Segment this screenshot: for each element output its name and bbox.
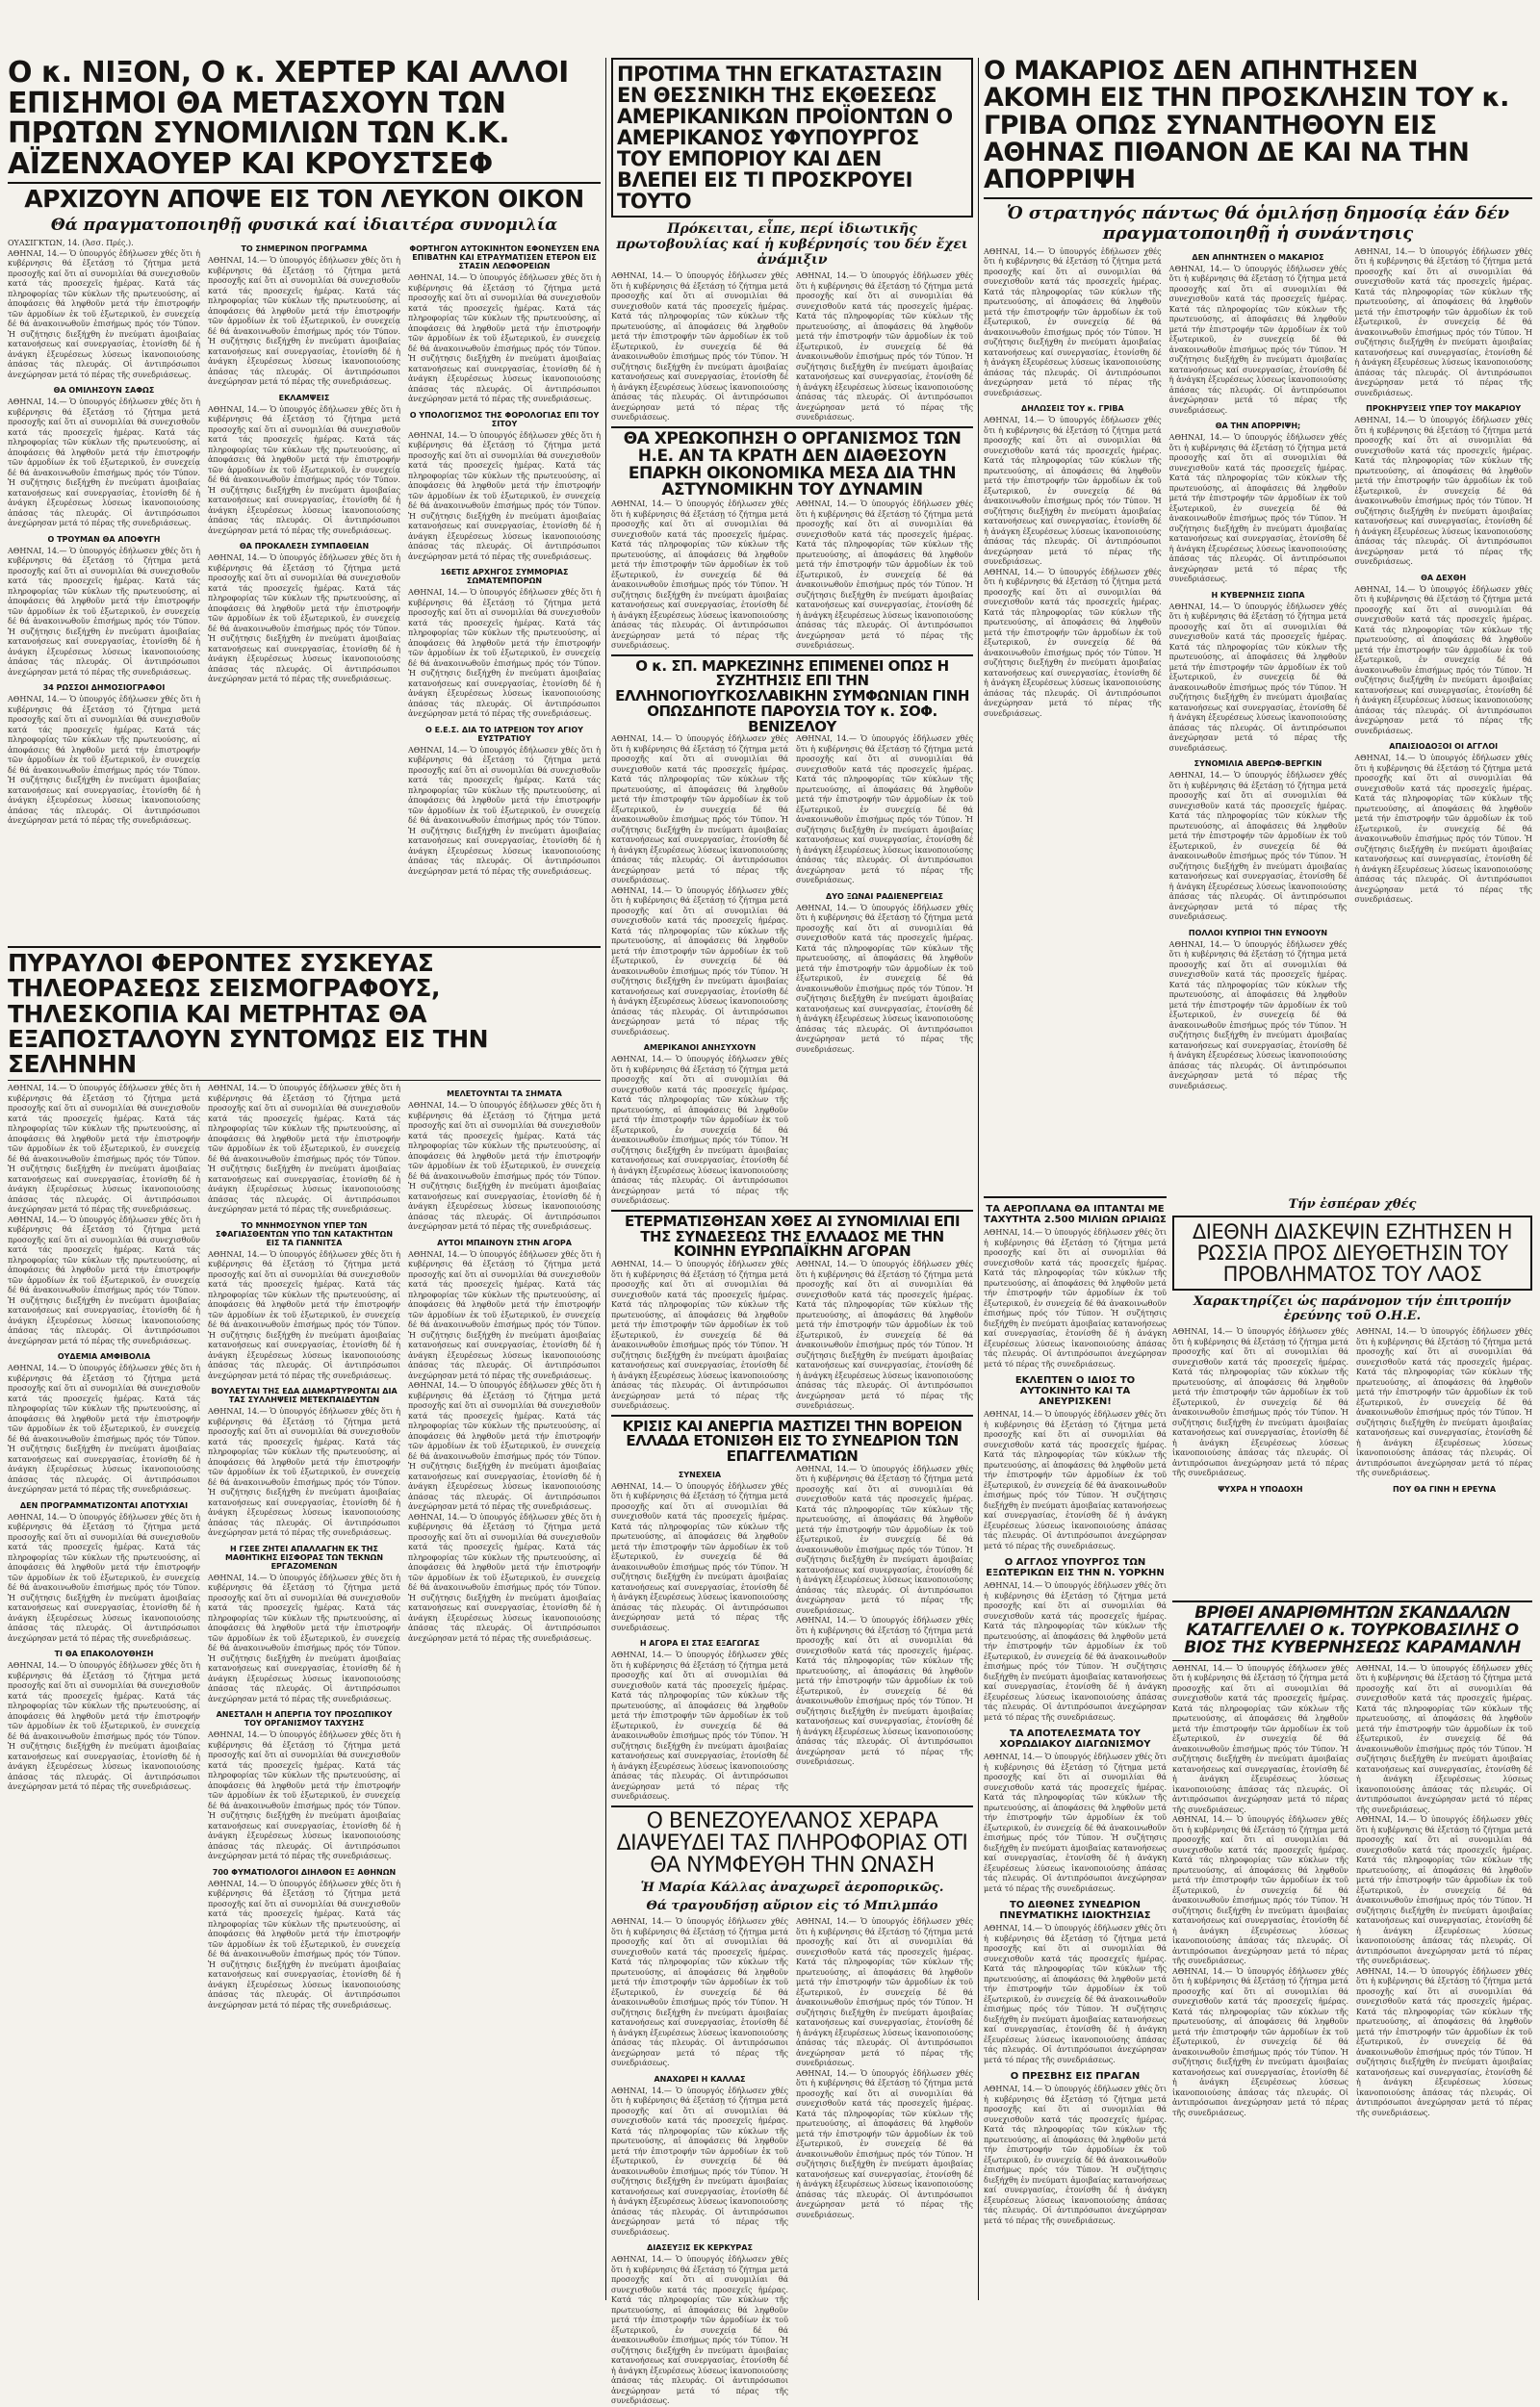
kicker-evening: Τήν ἐσπέραν χθές <box>1288 1197 1417 1212</box>
body-text: ΑΘΗΝΑΙ, 14.— Ὁ ὑπουργός ἐδήλωσεν χθές ὅτι ἡ κυβέρνησις θά ἐξετάσῃ τό ζήτημα μετά προσοχῆς καί ὅτι αἱ συνομιλίαι θά συνεχισθοῦν κατά τάς προσεχεῖς ἡμέρας. Κατά τάς πληροφορίας τῶν κύκλων τῆς πρωτευούσης, αἱ ἀποφάσεις θά ληφθοῦν μετά τήν ἐπιστροφήν τῶν ἁρμοδίων ἐκ τοῦ ἐξωτερικοῦ, ἐν συνεχείᾳ δέ θά ἀνακοινωθοῦν ἐπισήμως πρός τόν Τύπον. Ἡ συζήτησις διεξήχθη ἐν πνεύματι ἀμοιβαίας κατανοήσεως καί συνεργασίας, ἐτονίσθη δέ ἡ ἀνάγκη ἐξευρέσεως λύσεως ἱκανοποιούσης ἁπάσας τάς πλευράς. Οἱ ἀντιπρόσωποι ἀνεχώρησαν μετά τό πέρας τῆς συνεδριάσεως. <box>208 1879 400 2010</box>
body-text: ΑΘΗΝΑΙ, 14.— Ὁ ὑπουργός ἐδήλωσεν χθές ὅτι ἡ κυβέρνησις θά ἐξετάσῃ τό ζήτημα μετά προσοχῆς καί ὅτι αἱ συνομιλίαι θά συνεχισθοῦν κατά τάς προσεχεῖς ἡμέρας. Κατά τάς πληροφορίας τῶν κύκλων τῆς πρωτευούσης, αἱ ἀποφάσεις θά ληφθοῦν μετά τήν ἐπιστροφήν τῶν ἁρμοδίων ἐκ τοῦ ἐξωτερικοῦ, ἐν συνεχείᾳ δέ θά ἀνακοινωθοῦν ἐπισήμως πρός τόν Τύπον. Ἡ συζήτησις διεξήχθη ἐν πνεύματι ἀμοιβαίας κατανοήσεως καί συνεργασίας, ἐτονίσθη δέ ἡ ἀνάγκη ἐξευρέσεως λύσεως ἱκανοποιούσης ἁπάσας τάς πλευράς. Οἱ ἀντιπρόσωποι ἀνεχώρησαν μετά τό πέρας τῆς συνεδριάσεως. <box>611 271 788 423</box>
body-text: ΑΘΗΝΑΙ, 14.— Ὁ ὑπουργός ἐδήλωσεν χθές ὅτι ἡ κυβέρνησις θά ἐξετάσῃ τό ζήτημα μετά προσοχῆς καί ὅτι αἱ συνομιλίαι θά συνεχισθοῦν κατά τάς προσεχεῖς ἡμέρας. Κατά τάς πληροφορίας τῶν κύκλων τῆς πρωτευούσης, αἱ ἀποφάσεις θά ληφθοῦν μετά τήν ἐπιστροφήν τῶν ἁρμοδίων ἐκ τοῦ ἐξωτερικοῦ, ἐν συνεχείᾳ δέ θά ἀνακοινωθοῦν ἐπισήμως πρός τόν Τύπον. Ἡ συζήτησις διεξήχθη ἐν πνεύματι ἀμοιβαίας κατανοήσεως καί συνεργασίας, ἐτονίσθη δέ ἡ ἀνάγκη ἐξευρέσεως λύσεως ἱκανοποιούσης ἁπάσας τάς πλευράς. Οἱ ἀντιπρόσωποι ἀνεχώρησαν μετά τό πέρας τῆς συνεδριάσεως. <box>408 588 601 719</box>
rule <box>8 1080 601 1081</box>
column-rule <box>605 58 606 2300</box>
caption-reject: ΘΑ ΤΗΝ ΑΠΟΡΡΙΨΗ; <box>1215 422 1301 431</box>
body-text: ΑΘΗΝΑΙ, 14.— Ὁ ὑπουργός ἐδήλωσεν χθές ὅτι ἡ κυβέρνησις θά ἐξετάσῃ τό ζήτημα μετά προσοχῆς καί ὅτι αἱ συνομιλίαι θά συνεχισθοῦν κατά τάς προσεχεῖς ἡμέρας. Κατά τάς πληροφορίας τῶν κύκλων τῆς πρωτευούσης, αἱ ἀποφάσεις θά ληφθοῦν μετά τήν ἐπιστροφήν τῶν ἁρμοδίων ἐκ τοῦ ἐξωτερικοῦ, ἐν συνεχείᾳ δέ θά ἀνακοινωθοῦν ἐπισήμως πρός τόν Τύπον. Ἡ συζήτησις διεξήχθη ἐν πνεύματι ἀμοιβαίας κατανοήσεως καί συνεργασίας, ἐτονίσθη δέ ἡ ἀνάγκη ἐξευρέσεως λύσεως ἱκανοποιούσης ἁπάσας τάς πλευράς. Οἱ ἀντιπρόσωποι ἀνεχώρησαν μετά τό πέρας τῆς συνεδριάσεως. <box>1354 246 1533 397</box>
brief-ambassador: Ο ΠΡΕΣΒΗΣ ΕΙΣ ΠΡΑΓΑΝ <box>1010 2071 1141 2082</box>
body-text: ΑΘΗΝΑΙ, 14.— Ὁ ὑπουργός ἐδήλωσεν χθές ὅτι ἡ κυβέρνησις θά ἐξετάσῃ τό ζήτημα μετά προσοχῆς καί ὅτι αἱ συνομιλίαι θά συνεχισθοῦν κατά τάς προσεχεῖς ἡμέρας. Κατά τάς πληροφορίας τῶν κύκλων τῆς πρωτευούσης, αἱ ἀποφάσεις θά ληφθοῦν μετά τήν ἐπιστροφήν τῶν ἁρμοδίων ἐκ τοῦ ἐξωτερικοῦ, ἐν συνεχείᾳ δέ θά ἀνακοινωθοῦν ἐπισήμως πρός τόν Τύπον. Ἡ συζήτησις διεξήχθη ἐν πνεύματι ἀμοιβαίας κατανοήσεως καί συνεργασίας, ἐτονίσθη δέ ἡ ἀνάγκη ἐξευρέσεως λύσεως ἱκανοποιούσης ἁπάσας τάς πλευράς. Οἱ ἀντιπρόσωποι ἀνεχώρησαν μετά τό πέρας τῆς συνεδριάσεως. <box>208 553 400 684</box>
body-text: ΑΘΗΝΑΙ, 14.— Ὁ ὑπουργός ἐδήλωσεν χθές ὅτι ἡ κυβέρνησις θά ἐξετάσῃ τό ζήτημα μετά προσοχῆς καί ὅτι αἱ συνομιλίαι θά συνεχισθοῦν κατά τάς προσεχεῖς ἡμέρας. Κατά τάς πληροφορίας τῶν κύκλων τῆς πρωτευούσης, αἱ ἀποφάσεις θά ληφθοῦν μετά τήν ἐπιστροφήν τῶν ἁρμοδίων ἐκ τοῦ ἐξωτερικοῦ, ἐν συνεχείᾳ δέ θά ἀνακοινωθοῦν ἐπισήμως πρός τόν Τύπον. Ἡ συζήτησις διεξήχθη ἐν πνεύματι ἀμοιβαίας κατανοήσεως καί συνεργασίας, ἐτονίσθη δέ ἡ ἀνάγκη ἐξευρέσεως λύσεως ἱκανοποιούσης ἁπάσας τάς πλευράς. Οἱ ἀντιπρόσωποι ἀνεχώρησαν μετά τό πέρας τῆς συνεδριάσεως. <box>208 404 400 535</box>
caption-gsee: Η ΓΣΕΕ ΖΗΤΕΙ ΑΠΑΛΛΑΓΗΝ ΕΚ ΤΗΣ ΜΑΘΗΤΙΚΗΣ ΕΙΣΦΟΡΑΣ ΤΩΝ ΤΕΚΝΩΝ ΕΡΓΑΖΟΜΕΝΩΝ <box>224 1544 384 1571</box>
caption-grivas-statements: ΔΗΛΩΣΕΙΣ ΤΟΥ κ. ΓΡΙΒΑ <box>1021 404 1124 414</box>
body-text: ΑΘΗΝΑΙ, 14.— Ὁ ὑπουργός ἐδήλωσεν χθές ὅτι ἡ κυβέρνησις θά ἐξετάσῃ τό ζήτημα μετά προσοχῆς καί ὅτι αἱ συνομιλίαι θά συνεχισθοῦν κατά τάς προσεχεῖς ἡμέρας. Κατά τάς πληροφορίας τῶν κύκλων τῆς πρωτευούσης, αἱ ἀποφάσεις θά ληφθοῦν μετά τήν ἐπιστροφήν τῶν ἁρμοδίων ἐκ τοῦ ἐξωτερικοῦ, ἐν συνεχείᾳ δέ θά ἀνακοινωθοῦν ἐπισήμως πρός τόν Τύπον. Ἡ συζήτησις διεξήχθη ἐν πνεύματι ἀμοιβαίας κατανοήσεως καί συνεργασίας, ἐτονίσθη δέ ἡ ἀνάγκη ἐξευρέσεως λύσεως ἱκανοποιούσης ἁπάσας τάς πλευράς. Οἱ ἀντιπρόσωποι ἀνεχώρησαν μετά τό πέρας τῆς συνεδριάσεως. <box>1354 584 1533 735</box>
body-text: ΑΘΗΝΑΙ, 14.— Ὁ ὑπουργός ἐδήλωσεν χθές ὅτι ἡ κυβέρνησις θά ἐξετάσῃ τό ζήτημα μετά προσοχῆς καί ὅτι αἱ συνομιλίαι θά συνεχισθοῦν κατά τάς προσεχεῖς ἡμέρας. Κατά τάς πληροφορίας τῶν κύκλων τῆς πρωτευούσης, αἱ ἀποφάσεις θά ληφθοῦν μετά τήν ἐπιστροφήν τῶν ἁρμοδίων ἐκ τοῦ ἐξωτερικοῦ, ἐν συνεχείᾳ δέ θά ἀνακοινωθοῦν ἐπισήμως πρός τόν Τύπον. Ἡ συζήτησις διεξήχθη ἐν πνεύματι ἀμοιβαίας κατανοήσεως καί συνεργασίας, ἐτονίσθη δέ ἡ ἀνάγκη ἐξευρέσεως λύσεως ἱκανοποιούσης ἁπάσας τάς πλευράς. Οἱ ἀντιπρόσωποι ἀνεχώρησαν μετά τό πέρας τῆς συνεδριάσεως. <box>796 1917 973 2068</box>
subhead-laos: Χαρακτηρίζει ὡς παράνομον τήν ἐπιτροπήν ἐρεύνης τοῦ Ο.Η.Ε. <box>1194 1294 1511 1324</box>
caption-gang: 16ΕΤΙΣ ΑΡΧΗΓΟΣ ΣΥΜΜΟΡΙΑΣ ΣΩΜΑΤΕΜΠΟΡΩΝ <box>440 568 569 586</box>
caption-averoff: ΣΥΝΟΜΙΛΙΑ ΑΒΕΡΩΦ-ΒΕΡΓΚΙΝ <box>1194 759 1322 769</box>
body-text: ΑΘΗΝΑΙ, 14.— Ὁ ὑπουργός ἐδήλωσεν χθές ὅτι ἡ κυβέρνησις θά ἐξετάσῃ τό ζήτημα μετά προσοχῆς καί ὅτι αἱ συνομιλίαι θά συνεχισθοῦν κατά τάς προσεχεῖς ἡμέρας. Κατά τάς πληροφορίας τῶν κύκλων τῆς πρωτευούσης, αἱ ἀποφάσεις θά ληφθοῦν μετά τήν ἐπιστροφήν τῶν ἁρμοδίων ἐκ τοῦ ἐξωτερικοῦ, ἐν συνεχείᾳ δέ θά ἀνακοινωθοῦν ἐπισήμως πρός τόν Τύπον. Ἡ συζήτησις διεξήχθη ἐν πνεύματι ἀμοιβαίας κατανοήσεως καί συνεργασίας, ἐτονίσθη δέ ἡ ἀνάγκη ἐξευρέσεως λύσεως ἱκανοποιούσης ἁπάσας τάς πλευράς. Οἱ ἀντιπρόσωποι ἀνεχώρησαν μετά τό πέρας τῆς συνεδριάσεως. <box>408 1249 601 1380</box>
caption-strike: ΑΝΕΣΤΑΛΗ Η ΑΠΕΡΓΙΑ ΤΟΥ ΠΡΟΣΩΠΙΚΟΥ ΤΟΥ ΟΡΓΑΝΙΣΜΟΥ ΤΑΧΥΣΗΣ <box>216 1710 393 1728</box>
rule <box>8 182 601 184</box>
body-text: ΑΘΗΝΑΙ, 14.— Ὁ ὑπουργός ἐδήλωσεν χθές ὅτι ἡ κυβέρνησις θά ἐξετάσῃ τό ζήτημα μετά προσοχῆς καί ὅτι αἱ συνομιλίαι θά συνεχισθοῦν κατά τάς προσεχεῖς ἡμέρας. Κατά τάς πληροφορίας τῶν κύκλων τῆς πρωτευούσης, αἱ ἀποφάσεις θά ληφθοῦν μετά τήν ἐπιστροφήν τῶν ἁρμοδίων ἐκ τοῦ ἐξωτερικοῦ, ἐν συνεχείᾳ δέ θά ἀνακοινωθοῦν ἐπισήμως πρός τόν Τύπον. Ἡ συζήτησις διεξήχθη ἐν πνεύματι ἀμοιβαίας κατανοήσεως καί συνεργασίας, ἐτονίσθη δέ ἡ ἀνάγκη ἐξευρέσεως λύσεως ἱκανοποιούσης ἁπάσας τάς πλευράς. Οἱ ἀντιπρόσωποι ἀνεχώρησαν μετά τό πέρας τῆς συνεδριάσεως. <box>408 1512 601 1643</box>
caption-callas: ΑΝΑΧΩΡΕΙ Η ΚΑΛΛΑΣ <box>654 2074 746 2084</box>
body-text: ΑΘΗΝΑΙ, 14.— Ὁ ὑπουργός ἐδήλωσεν χθές ὅτι ἡ κυβέρνησις θά ἐξετάσῃ τό ζήτημα μετά προσοχῆς καί ὅτι αἱ συνομιλίαι θά συνεχισθοῦν κατά τάς προσεχεῖς ἡμέρας. Κατά τάς πληροφορίας τῶν κύκλων τῆς πρωτευούσης, αἱ ἀποφάσεις θά ληφθοῦν μετά τήν ἐπιστροφήν τῶν ἁρμοδίων ἐκ τοῦ ἐξωτερικοῦ, ἐν συνεχείᾳ δέ θά ἀνακοινωθοῦν ἐπισήμως πρός τόν Τύπον. Ἡ συζήτησις διεξήχθη ἐν πνεύματι ἀμοιβαίας κατανοήσεως καί συνεργασίας, ἐτονίσθη δέ ἡ ἀνάγκη ἐξευρέσεως λύσεως ἱκανοποιούσης ἁπάσας τάς πλευράς. Οἱ ἀντιπρόσωποι ἀνεχώρησαν μετά τό πέρας τῆς συνεδριάσεως. <box>984 1581 1167 1722</box>
body-text: ΑΘΗΝΑΙ, 14.— Ὁ ὑπουργός ἐδήλωσεν χθές ὅτι ἡ κυβέρνησις θά ἐξετάσῃ τό ζήτημα μετά προσοχῆς καί ὅτι αἱ συνομιλίαι θά συνεχισθοῦν κατά τάς προσεχεῖς ἡμέρας. Κατά τάς πληροφορίας τῶν κύκλων τῆς πρωτευούσης, αἱ ἀποφάσεις θά ληφθοῦν μετά τήν ἐπιστροφήν τῶν ἁρμοδίων ἐκ τοῦ ἐξωτερικοῦ, ἐν συνεχείᾳ δέ θά ἀνακοινωθοῦν ἐπισήμως πρός τόν Τύπον. Ἡ συζήτησις διεξήχθη ἐν πνεύματι ἀμοιβαίας κατανοήσεως καί συνεργασίας, ἐτονίσθη δέ ἡ ἀνάγκη ἐξευρέσεως λύσεως ἱκανοποιούσης ἁπάσας τάς πλευράς. Οἱ ἀντιπρόσωποι ἀνεχώρησαν μετά τό πέρας τῆς συνεδριάσεως. <box>408 273 601 404</box>
caption-tb-doctors: 700 ΦΥΜΑΤΙΟΛΟΓΟΙ ΔΙΗΛΘΟΝ ΕΞ ΑΘΗΝΩΝ <box>212 1867 397 1877</box>
headline-laos: ΔΙΕΘΝΗ ΔΙΑΣΚΕΨΙΝ ΕΖΗΤΗΣΕΝ Η ΡΩΣΣΙΑ ΠΡΟΣ ΔΙΕΥΘΕΤΗΣΙΝ ΤΟΥ ΠΡΟΒΛΗΜΑΤΟΣ ΤΟΥ ΛΑΟΣ <box>1192 1220 1513 1287</box>
caption-journalists: 34 ΡΩΣΣΟΙ ΔΗΜΟΣΙΟΓΡΑΦΟΙ <box>42 683 166 693</box>
caption-british: ΑΠΑΙΣΙΟΔΟΞΟΙ ΟΙ ΑΓΓΛΟΙ <box>1389 742 1499 752</box>
body-text: ΑΘΗΝΑΙ, 14.— Ὁ ὑπουργός ἐδήλωσεν χθές ὅτι ἡ κυβέρνησις θά ἐξετάσῃ τό ζήτημα μετά προσοχῆς καί ὅτι αἱ συνομιλίαι θά συνεχισθοῦν κατά τάς προσεχεῖς ἡμέρας. Κατά τάς πληροφορίας τῶν κύκλων τῆς πρωτευούσης, αἱ ἀποφάσεις θά ληφθοῦν μετά τήν ἐπιστροφήν τῶν ἁρμοδίων ἐκ τοῦ ἐξωτερικοῦ, ἐν συνεχείᾳ δέ θά ἀνακοινωθοῦν ἐπισήμως πρός τόν Τύπον. Ἡ συζήτησις διεξήχθη ἐν πνεύματι ἀμοιβαίας κατανοήσεως καί συνεργασίας, ἐτονίσθη δέ ἡ ἀνάγκη ἐξευρέσεως λύσεως ἱκανοποιούσης ἁπάσας τάς πλευράς. Οἱ ἀντιπρόσωποι ἀνεχώρησαν μετά τό πέρας τῆς συνεδριάσεως. <box>611 499 788 651</box>
body-text: ΑΘΗΝΑΙ, 14.— Ὁ ὑπουργός ἐδήλωσεν χθές ὅτι ἡ κυβέρνησις θά ἐξετάσῃ τό ζήτημα μετά προσοχῆς καί ὅτι αἱ συνομιλίαι θά συνεχισθοῦν κατά τάς προσεχεῖς ἡμέρας. Κατά τάς πληροφορίας τῶν κύκλων τῆς πρωτευούσης, αἱ ἀποφάσεις θά ληφθοῦν μετά τήν ἐπιστροφήν τῶν ἁρμοδίων ἐκ τοῦ ἐξωτερικοῦ, ἐν συνεχείᾳ δέ θά ἀνακοινωθοῦν ἐπισήμως πρός τόν Τύπον. Ἡ συζήτησις διεξήχθη ἐν πνεύματι ἀμοιβαίας κατανοήσεως καί συνεργασίας, ἐτονίσθη δέ ἡ ἀνάγκη ἐξευρέσεως λύσεως ἱκανοποιούσης ἁπάσας τάς πλευράς. Οἱ ἀντιπρόσωποι ἀνεχώρησαν μετά τό πέρας τῆς συνεδριάσεως. <box>208 1573 400 1703</box>
brief-planes: ΤΑ ΑΕΡΟΠΛΑΝΑ ΘΑ ΙΠΤΑΝΤΑΙ ΜΕ ΤΑΧΥΤΗΤΑ 2.500 ΜΙΛΙΩΝ ΩΡΙΑΙΩΣ <box>984 1204 1167 1225</box>
body-text: ΑΘΗΝΑΙ, 14.— Ὁ ὑπουργός ἐδήλωσεν χθές ὅτι ἡ κυβέρνησις θά ἐξετάσῃ τό ζήτημα μετά προσοχῆς καί ὅτι αἱ συνομιλίαι θά συνεχισθοῦν κατά τάς προσεχεῖς ἡμέρας. Κατά τάς πληροφορίας τῶν κύκλων τῆς πρωτευούσης, αἱ ἀποφάσεις θά ληφθοῦν μετά τήν ἐπιστροφήν τῶν ἁρμοδίων ἐκ τοῦ ἐξωτερικοῦ, ἐν συνεχείᾳ δέ θά ἀνακοινωθοῦν ἐπισήμως πρός τόν Τύπον. Ἡ συζήτησις διεξήχθη ἐν πνεύματι ἀμοιβαίας κατανοήσεως καί συνεργασίας, ἐτονίσθη δέ ἡ ἀνάγκη ἐξευρέσεως λύσεως ἱκανοποιούσης ἁπάσας τάς πλευράς. Οἱ ἀντιπρόσωποι ἀνεχώρησαν μετά τό πέρας τῆς συνεδριάσεως. <box>1356 1815 1532 1966</box>
body-text: ΑΘΗΝΑΙ, 14.— Ὁ ὑπουργός ἐδήλωσεν χθές ὅτι ἡ κυβέρνησις θά ἐξετάσῃ τό ζήτημα μετά προσοχῆς καί ὅτι αἱ συνομιλίαι θά συνεχισθοῦν κατά τάς προσεχεῖς ἡμέρας. Κατά τάς πληροφορίας τῶν κύκλων τῆς πρωτευούσης, αἱ ἀποφάσεις θά ληφθοῦν μετά τήν ἐπιστροφήν τῶν ἁρμοδίων ἐκ τοῦ ἐξωτερικοῦ, ἐν συνεχείᾳ δέ θά ἀνακοινωθοῦν ἐπισήμως πρός τόν Τύπον. Ἡ συζήτησις διεξήχθη ἐν πνεύματι ἀμοιβαίας κατανοήσεως καί συνεργασίας, ἐτονίσθη δέ ἡ ἀνάγκη ἐξευρέσεως λύσεως ἱκανοποιούσης ἁπάσας τάς πλευράς. Οἱ ἀντιπρόσωποι ἀνεχώρησαν μετά τό πέρας τῆς συνεδριάσεως. <box>208 256 400 387</box>
right-briefs <box>984 1193 1167 2300</box>
caption-sympathy: ΘΑ ΠΡΟΚΑΛΕΣΗ ΣΥΜΠΑΘΕΙΑΝ <box>239 542 370 551</box>
article-scandals <box>1172 1598 1532 2300</box>
brief-car: ΕΚΛΕΠΤΕΝ Ο ΙΔΙΟΣ ΤΟ ΑΥΤΟΚΙΝΗΤΟ ΚΑΙ ΤΑ ΑΝΕΥΡΙΣΚΕΝ! <box>1014 1375 1136 1407</box>
body-text: ΑΘΗΝΑΙ, 14.— Ὁ ὑπουργός ἐδήλωσεν χθές ὅτι ἡ κυβέρνησις θά ἐξετάσῃ τό ζήτημα μετά προσοχῆς καί ὅτι αἱ συνομιλίαι θά συνεχισθοῦν κατά τάς προσεχεῖς ἡμέρας. Κατά τάς πληροφορίας τῶν κύκλων τῆς πρωτευούσης, αἱ ἀποφάσεις θά ληφθοῦν μετά τήν ἐπιστροφήν τῶν ἁρμοδίων ἐκ τοῦ ἐξωτερικοῦ, ἐν συνεχείᾳ δέ θά ἀνακοινωθοῦν ἐπισήμως πρός τόν Τύπον. Ἡ συζήτησις διεξήχθη ἐν πνεύματι ἀμοιβαίας κατανοήσεως καί συνεργασίας, ἐτονίσθη δέ ἡ ἀνάγκη ἐξευρέσεως λύσεως ἱκανοποιούσης ἁπάσας τάς πλευράς. Οἱ ἀντιπρόσωποι ἀνεχώρησαν μετά τό πέρας τῆς συνεδριάσεως. <box>1172 1663 1348 1814</box>
brief-congress: ΤΟ ΔΙΕΘΝΕΣ ΣΥΝΕΔΡΙΟΝ ΠΝΕΥΜΑΤΙΚΗΣ ΙΔΙΟΚΤΗΣΙΑΣ <box>999 1900 1151 1921</box>
rule <box>611 1805 973 1807</box>
caption-program: ΤΟ ΣΗΜΕΡΙΝΟΝ ΠΡΟΓΡΑΜΜΑ <box>241 244 368 254</box>
caption-americans-worry: ΑΜΕΡΙΚΑΝΟΙ ΑΝΗΣΥΧΟΥΝ <box>643 1043 757 1053</box>
body-text: ΑΘΗΝΑΙ, 14.— Ὁ ὑπουργός ἐδήλωσεν χθές ὅτι ἡ κυβέρνησις θά ἐξετάσῃ τό ζήτημα μετά προσοχῆς καί ὅτι αἱ συνομιλίαι θά συνεχισθοῦν κατά τάς προσεχεῖς ἡμέρας. Κατά τάς πληροφορίας τῶν κύκλων τῆς πρωτευούσης, αἱ ἀποφάσεις θά ληφθοῦν μετά τήν ἐπιστροφήν τῶν ἁρμοδίων ἐκ τοῦ ἐξωτερικοῦ, ἐν συνεχείᾳ δέ θά ἀνακοινωθοῦν ἐπισήμως πρός τόν Τύπον. Ἡ συζήτησις διεξήχθη ἐν πνεύματι ἀμοιβαίας κατανοήσεως καί συνεργασίας, ἐτονίσθη δέ ἡ ἀνάγκη ἐξευρέσεως λύσεως ἱκανοποιούσης ἁπάσας τάς πλευράς. Οἱ ἀντιπρόσωποι ἀνεχώρησαν μετά τό πέρας τῆς συνεδριάσεως. <box>408 745 601 876</box>
body-text: ΑΘΗΝΑΙ, 14.— Ὁ ὑπουργός ἐδήλωσεν χθές ὅτι ἡ κυβέρνησις θά ἐξετάσῃ τό ζήτημα μετά προσοχῆς καί ὅτι αἱ συνομιλίαι θά συνεχισθοῦν κατά τάς προσεχεῖς ἡμέρας. Κατά τάς πληροφορίας τῶν κύκλων τῆς πρωτευούσης, αἱ ἀποφάσεις θά ληφθοῦν μετά τήν ἐπιστροφήν τῶν ἁρμοδίων ἐκ τοῦ ἐξωτερικοῦ, ἐν συνεχείᾳ δέ θά ἀνακοινωθοῦν ἐπισήμως πρός τόν Τύπον. Ἡ συζήτησις διεξήχθη ἐν πνεύματι ἀμοιβαίας κατανοήσεως καί συνεργασίας, ἐτονίσθη δέ ἡ ἀνάγκη ἐξευρέσεως λύσεως ἱκανοποιούσης ἁπάσας τάς πλευράς. Οἱ ἀντιπρόσωποι ἀνεχώρησαν μετά τό πέρας τῆς συνεδριάσεως. <box>984 416 1162 567</box>
rule <box>984 197 1532 199</box>
caption-eda: ΒΟΥΛΕΥΤΑΙ ΤΗΣ ΕΔΑ ΔΙΑΜΑΡΤΥΡΟΝΤΑΙ ΔΙΑ ΤΑΣ ΣΥΛΛΗΨΕΙΣ ΜΕΤΕΚΠΑΙΔΕΥΤΩΝ <box>211 1387 398 1405</box>
body-text: ΑΘΗΝΑΙ, 14.— Ὁ ὑπουργός ἐδήλωσεν χθές ὅτι ἡ κυβέρνησις θά ἐξετάσῃ τό ζήτημα μετά προσοχῆς καί ὅτι αἱ συνομιλίαι θά συνεχισθοῦν κατά τάς προσεχεῖς ἡμέρας. Κατά τάς πληροφορίας τῶν κύκλων τῆς πρωτευούσης, αἱ ἀποφάσεις θά ληφθοῦν μετά τήν ἐπιστροφήν τῶν ἁρμοδίων ἐκ τοῦ ἐξωτερικοῦ, ἐν συνεχείᾳ δέ θά ἀνακοινωθοῦν ἐπισήμως πρός τόν Τύπον. Ἡ συζήτησις διεξήχθη ἐν πνεύματι ἀμοιβαίας κατανοήσεως καί συνεργασίας, ἐτονίσθη δέ ἡ ἀνάγκη ἐξευρέσεως λύσεως ἱκανοποιούσης ἁπάσας τάς πλευράς. Οἱ ἀντιπρόσωποι ἀνεχώρησαν μετά τό πέρας τῆς συνεδριάσεως. <box>984 1924 1167 2064</box>
caption-where: ΠΟΥ ΘΑ ΓΙΝΗ Η ΕΡΕΥΝΑ <box>1392 1484 1497 1494</box>
brief-choir: ΤΑ ΑΠΟΤΕΛΕΣΜΑΤΑ ΤΟΥ ΧΟΡΩΔΙΑΚΟΥ ΔΙΑΓΩΝΙΣΜΟΥ <box>999 1728 1151 1750</box>
article-moon <box>8 943 601 2300</box>
caption-no-doubt: ΟΥΔΕΜΙΑ ΑΜΦΙΒΟΛΙΑ <box>57 1352 151 1362</box>
headline-markezinis: Ο κ. ΣΠ. ΜΑΡΚΕΖΙΝΗΣ ΕΠΙΜΕΝΕΙ ΟΠΩΣ Η ΣΥΖΗΤΗΣΙΣ ΕΠΙ ΤΗΝ ΕΛΛΗΝΟΓΙΟΥΓΚΟΣΛΑΒΙΚΗΝ ΣΥΜΦΩΝΙΑΝ ΓΙΝΗ ΟΠΩΣΔΗΠΟΤΕ ΠΑΡΟΥΣΙΑ ΤΟΥ κ. ΣΟΦ. ΒΕΝΙΖΕΛΟΥ <box>615 656 969 735</box>
caption-no-failures: ΔΕΝ ΠΡΟΓΡΑΜΜΑΤΙΖΟΝΤΑΙ ΑΠΟΤΥΧΙΑΙ <box>19 1500 189 1510</box>
body-text: ΑΘΗΝΑΙ, 14.— Ὁ ὑπουργός ἐδήλωσεν χθές ὅτι ἡ κυβέρνησις θά ἐξετάσῃ τό ζήτημα μετά προσοχῆς καί ὅτι αἱ συνομιλίαι θά συνεχισθοῦν κατά τάς προσεχεῖς ἡμέρας. Κατά τάς πληροφορίας τῶν κύκλων τῆς πρωτευούσης, αἱ ἀποφάσεις θά ληφθοῦν μετά τήν ἐπιστροφήν τῶν ἁρμοδίων ἐκ τοῦ ἐξωτερικοῦ, ἐν συνεχείᾳ δέ θά ἀνακοινωθοῦν ἐπισήμως πρός τόν Τύπον. Ἡ συζήτησις διεξήχθη ἐν πνεύματι ἀμοιβαίας κατανοήσεως καί συνεργασίας, ἐτονίσθη δέ ἡ ἀνάγκη ἐξευρέσεως λύσεως ἱκανοποιούσης ἁπάσας τάς πλευράς. Οἱ ἀντιπρόσωποι ἀνεχώρησαν μετά τό πέρας τῆς συνεδριάσεως. <box>1356 1327 1532 1478</box>
caption-not-answered: ΔΕΝ ΑΠΗΝΤΗΣΕΝ Ο ΜΑΚΑΡΙΟΣ <box>1192 252 1324 262</box>
body-text: ΑΘΗΝΑΙ, 14.— Ὁ ὑπουργός ἐδήλωσεν χθές ὅτι ἡ κυβέρνησις θά ἐξετάσῃ τό ζήτημα μετά προσοχῆς καί ὅτι αἱ συνομιλίαι θά συνεχισθοῦν κατά τάς προσεχεῖς ἡμέρας. Κατά τάς πληροφορίας τῶν κύκλων τῆς πρωτευούσης, αἱ ἀποφάσεις θά ληφθοῦν μετά τήν ἐπιστροφήν τῶν ἁρμοδίων ἐκ τοῦ ἐξωτερικοῦ, ἐν συνεχείᾳ δέ θά ἀνακοινωθοῦν ἐπισήμως πρός τόν Τύπον. Ἡ συζήτησις διεξήχθη ἐν πνεύματι ἀμοιβαίας κατανοήσεως καί συνεργασίας, ἐτονίσθη δέ ἡ ἀνάγκη ἐξευρέσεως λύσεως ἱκανοποιούσης ἁπάσας τάς πλευράς. Οἱ ἀντιπρόσωποι ἀνεχώρησαν μετά τό πέρας τῆς συνεδριάσεως. <box>8 248 200 379</box>
body-text: ΑΘΗΝΑΙ, 14.— Ὁ ὑπουργός ἐδήλωσεν χθές ὅτι ἡ κυβέρνησις θά ἐξετάσῃ τό ζήτημα μετά προσοχῆς καί ὅτι αἱ συνομιλίαι θά συνεχισθοῦν κατά τάς προσεχεῖς ἡμέρας. Κατά τάς πληροφορίας τῶν κύκλων τῆς πρωτευούσης, αἱ ἀποφάσεις θά ληφθοῦν μετά τήν ἐπιστροφήν τῶν ἁρμοδίων ἐκ τοῦ ἐξωτερικοῦ, ἐν συνεχείᾳ δέ θά ἀνακοινωθοῦν ἐπισήμως πρός τόν Τύπον. Ἡ συζήτησις διεξήχθη ἐν πνεύματι ἀμοιβαίας κατανοήσεως καί συνεργασίας, ἐτονίσθη δέ ἡ ἀνάγκη ἐξευρέσεως λύσεως ἱκανοποιούσης ἁπάσας τάς πλευράς. Οἱ ἀντιπρόσωποι ἀνεχώρησαν μετά τό πέρας τῆς συνεδριάσεως. <box>796 903 973 1054</box>
body-text: ΑΘΗΝΑΙ, 14.— Ὁ ὑπουργός ἐδήλωσεν χθές ὅτι ἡ κυβέρνησις θά ἐξετάσῃ τό ζήτημα μετά προσοχῆς καί ὅτι αἱ συνομιλίαι θά συνεχισθοῦν κατά τάς προσεχεῖς ἡμέρας. Κατά τάς πληροφορίας τῶν κύκλων τῆς πρωτευούσης, αἱ ἀποφάσεις θά ληφθοῦν μετά τήν ἐπιστροφήν τῶν ἁρμοδίων ἐκ τοῦ ἐξωτερικοῦ, ἐν συνεχείᾳ δέ θά ἀνακοινωθοῦν ἐπισήμως πρός τόν Τύπον. Ἡ συζήτησις διεξήχθη ἐν πνεύματι ἀμοιβαίας κατανοήσεως καί συνεργασίας, ἐτονίσθη δέ ἡ ἀνάγκη ἐξευρέσεως λύσεως ἱκανοποιούσης ἁπάσας τάς πλευράς. Οἱ ἀντιπρόσωποι ἀνεχώρησαν μετά τό πέρας τῆς συνεδριάσεως. <box>611 1055 788 1206</box>
caption-outbursts: ΕΚΛΑΜΨΕΙΣ <box>278 393 330 402</box>
caption-continued: ΣΥΝΕΧΕΙΑ <box>678 1470 722 1479</box>
body-text: ΑΘΗΝΑΙ, 14.— Ὁ ὑπουργός ἐδήλωσεν χθές ὅτι ἡ κυβέρνησις θά ἐξετάσῃ τό ζήτημα μετά προσοχῆς καί ὅτι αἱ συνομιλίαι θά συνεχισθοῦν κατά τάς προσεχεῖς ἡμέρας. Κατά τάς πληροφορίας τῶν κύκλων τῆς πρωτευούσης, αἱ ἀποφάσεις θά ληφθοῦν μετά τήν ἐπιστροφήν τῶν ἁρμοδίων ἐκ τοῦ ἐξωτερικοῦ, ἐν συνεχείᾳ δέ θά ἀνακοινωθοῦν ἐπισήμως πρός τόν Τύπον. Ἡ συζήτησις διεξήχθη ἐν πνεύματι ἀμοιβαίας κατανοήσεως καί συνεργασίας, ἐτονίσθη δέ ἡ ἀνάγκη ἐξευρέσεως λύσεως ἱκανοποιούσης ἁπάσας τάς πλευράς. Οἱ ἀντιπρόσωποι ἀνεχώρησαν μετά τό πέρας τῆς συνεδριάσεως. <box>1172 1815 1348 1966</box>
body-text: ΑΘΗΝΑΙ, 14.— Ὁ ὑπουργός ἐδήλωσεν χθές ὅτι ἡ κυβέρνησις θά ἐξετάσῃ τό ζήτημα μετά προσοχῆς καί ὅτι αἱ συνομιλίαι θά συνεχισθοῦν κατά τάς προσεχεῖς ἡμέρας. Κατά τάς πληροφορίας τῶν κύκλων τῆς πρωτευούσης, αἱ ἀποφάσεις θά ληφθοῦν μετά τήν ἐπιστροφήν τῶν ἁρμοδίων ἐκ τοῦ ἐξωτερικοῦ, ἐν συνεχείᾳ δέ θά ἀνακοινωθοῦν ἐπισήμως πρός τόν Τύπον. Ἡ συζήτησις διεξήχθη ἐν πνεύματι ἀμοιβαίας κατανοήσεως καί συνεργασίας, ἐτονίσθη δέ ἡ ἀνάγκη ἐξευρέσεως λύσεως ἱκανοποιούσης ἁπάσας τάς πλευράς. Οἱ ἀντιπρόσωποι ἀνεχώρησαν μετά τό πέρας τῆς συνεδριάσεως. <box>984 1410 1167 1550</box>
caption-market: ΑΥΤΟΙ ΜΠΑΙΝΟΥΝ ΣΤΗΝ ΑΓΟΡΑ <box>437 1238 572 1247</box>
caption-accept: ΘΑ ΔΕΧΘΗ <box>1421 573 1467 582</box>
body-text: ΑΘΗΝΑΙ, 14.— Ὁ ὑπουργός ἐδήλωσεν χθές ὅτι ἡ κυβέρνησις θά ἐξετάσῃ τό ζήτημα μετά προσοχῆς καί ὅτι αἱ συνομιλίαι θά συνεχισθοῦν κατά τάς προσεχεῖς ἡμέρας. Κατά τάς πληροφορίας τῶν κύκλων τῆς πρωτευούσης, αἱ ἀποφάσεις θά ληφθοῦν μετά τήν ἐπιστροφήν τῶν ἁρμοδίων ἐκ τοῦ ἐξωτερικοῦ, ἐν συνεχείᾳ δέ θά ἀνακοινωθοῦν ἐπισήμως πρός τόν Τύπον. Ἡ συζήτησις διεξήχθη ἐν πνεύματι ἀμοιβαίας κατανοήσεως καί συνεργασίας, ἐτονίσθη δέ ἡ ἀνάγκη ἐξευρέσεως λύσεως ἱκανοποιούσης ἁπάσας τάς πλευράς. Οἱ ἀντιπρόσωποι ἀνεχώρησαν μετά τό πέρας τῆς συνεδριάσεως. <box>408 430 601 561</box>
body-text: ΑΘΗΝΑΙ, 14.— Ὁ ὑπουργός ἐδήλωσεν χθές ὅτι ἡ κυβέρνησις θά ἐξετάσῃ τό ζήτημα μετά προσοχῆς καί ὅτι αἱ συνομιλίαι θά συνεχισθοῦν κατά τάς προσεχεῖς ἡμέρας. Κατά τάς πληροφορίας τῶν κύκλων τῆς πρωτευούσης, αἱ ἀποφάσεις θά ληφθοῦν μετά τήν ἐπιστροφήν τῶν ἁρμοδίων ἐκ τοῦ ἐξωτερικοῦ, ἐν συνεχείᾳ δέ θά ἀνακοινωθοῦν ἐπισήμως πρός τόν Τύπον. Ἡ συζήτησις διεξήχθη ἐν πνεύματι ἀμοιβαίας κατανοήσεως καί συνεργασίας, ἐτονίσθη δέ ἡ ἀνάγκη ἐξευρέσεως λύσεως ἱκανοποιούσης ἁπάσας τάς πλευράς. Οἱ ἀντιπρόσωποι ἀνεχώρησαν μετά τό πέρας τῆς συνεδριάσεως. <box>1354 416 1533 567</box>
body-text: ΑΘΗΝΑΙ, 14.— Ὁ ὑπουργός ἐδήλωσεν χθές ὅτι ἡ κυβέρνησις θά ἐξετάσῃ τό ζήτημα μετά προσοχῆς καί ὅτι αἱ συνομιλίαι θά συνεχισθοῦν κατά τάς προσεχεῖς ἡμέρας. Κατά τάς πληροφορίας τῶν κύκλων τῆς πρωτευούσης, αἱ ἀποφάσεις θά ληφθοῦν μετά τήν ἐπιστροφήν τῶν ἁρμοδίων ἐκ τοῦ ἐξωτερικοῦ, ἐν συνεχείᾳ δέ θά ἀνακοινωθοῦν ἐπισήμως πρός τόν Τύπον. Ἡ συζήτησις διεξήχθη ἐν πνεύματι ἀμοιβαίας κατανοήσεως καί συνεργασίας, ἐτονίσθη δέ ἡ ἀνάγκη ἐξευρέσεως λύσεως ἱκανοποιούσης ἁπάσας τάς πλευράς. Οἱ ἀντιπρόσωποι ἀνεχώρησαν μετά τό πέρας τῆς συνεδριάσεως. <box>1356 1966 1532 2117</box>
headline-un: ΘΑ ΧΡΕΩΚΟΠΗΣΗ Ο ΟΡΓΑΝΙΣΜΟΣ ΤΩΝ Η.Ε. ΑΝ ΤΑ ΚΡΑΤΗ ΔΕΝ ΔΙΑΘΕΣΟΥΝ ΕΠΑΡΚΗ ΟΙΚΟΝΟΜΙΚΑ ΜΕΣΑ ΔΙΑ ΤΗΝ ΑΣΤΥΝΟΜΙΚΗΝ ΤΟΥ ΔΥΝΑΜΙΝ <box>623 428 962 500</box>
body-text: ΑΘΗΝΑΙ, 14.— Ὁ ὑπουργός ἐδήλωσεν χθές ὅτι ἡ κυβέρνησις θά ἐξετάσῃ τό ζήτημα μετά προσοχῆς καί ὅτι αἱ συνομιλίαι θά συνεχισθοῦν κατά τάς προσεχεῖς ἡμέρας. Κατά τάς πληροφορίας τῶν κύκλων τῆς πρωτευούσης, αἱ ἀποφάσεις θά ληφθοῦν μετά τήν ἐπιστροφήν τῶν ἁρμοδίων ἐκ τοῦ ἐξωτερικοῦ, ἐν συνεχείᾳ δέ θά ἀνακοινωθοῦν ἐπισήμως πρός τόν Τύπον. Ἡ συζήτησις διεξήχθη ἐν πνεύματι ἀμοιβαίας κατανοήσεως καί συνεργασίας, ἐτονίσθη δέ ἡ ἀνάγκη ἐξευρέσεως λύσεως ἱκανοποιούσης ἁπάσας τάς πλευράς. Οἱ ἀντιπρόσωποι ἀνεχώρησαν μετά τό πέρας τῆς συνεδριάσεως. <box>611 1481 788 1632</box>
middle-column <box>611 58 973 2406</box>
rule <box>1172 1600 1532 1602</box>
body-text: ΑΘΗΝΑΙ, 14.— Ὁ ὑπουργός ἐδήλωσεν χθές ὅτι ἡ κυβέρνησις θά ἐξετάσῃ τό ζήτημα μετά προσοχῆς καί ὅτι αἱ συνομιλίαι θά συνεχισθοῦν κατά τάς προσεχεῖς ἡμέρας. Κατά τάς πληροφορίας τῶν κύκλων τῆς πρωτευούσης, αἱ ἀποφάσεις θά ληφθοῦν μετά τήν ἐπιστροφήν τῶν ἁρμοδίων ἐκ τοῦ ἐξωτερικοῦ, ἐν συνεχείᾳ δέ θά ἀνακοινωθοῦν ἐπισήμως πρός τόν Τύπον. Ἡ συζήτησις διεξήχθη ἐν πνεύματι ἀμοιβαίας κατανοήσεως καί συνεργασίας, ἐτονίσθη δέ ἡ ἀνάγκη ἐξευρέσεως λύσεως ἱκανοποιούσης ἁπάσας τάς πλευράς. Οἱ ἀντιπρόσωποι ἀνεχώρησαν μετά τό πέρας τῆς συνεδριάσεως. <box>8 1364 200 1495</box>
body-text: ΑΘΗΝΑΙ, 14.— Ὁ ὑπουργός ἐδήλωσεν χθές ὅτι ἡ κυβέρνησις θά ἐξετάσῃ τό ζήτημα μετά προσοχῆς καί ὅτι αἱ συνομιλίαι θά συνεχισθοῦν κατά τάς προσεχεῖς ἡμέρας. Κατά τάς πληροφορίας τῶν κύκλων τῆς πρωτευούσης, αἱ ἀποφάσεις θά ληφθοῦν μετά τήν ἐπιστροφήν τῶν ἁρμοδίων ἐκ τοῦ ἐξωτερικοῦ, ἐν συνεχείᾳ δέ θά ἀνακοινωθοῦν ἐπισήμως πρός τόν Τύπον. Ἡ συζήτησις διεξήχθη ἐν πνεύματι ἀμοιβαίας κατανοήσεως καί συνεργασίας, ἐτονίσθη δέ ἡ ἀνάγκη ἐξευρέσεως λύσεως ἱκανοποιούσης ἁπάσας τάς πλευράς. Οἱ ἀντιπρόσωποι ἀνεχώρησαν μετά τό πέρας τῆς συνεδριάσεως. <box>796 1616 973 1767</box>
rule <box>611 1415 973 1417</box>
subhead-bilbao: Θά τραγουδήσῃ αὔριον εἰς τό Μπιλμπάο <box>646 1899 938 1914</box>
headline-exhibition: ΠΡΟΤΙΜΑ ΤΗΝ ΕΓΚΑΤΑΣΤΑΣΙΝ ΕΝ ΘΕΣΣΝΙΚΗ ΤΗΣ ΕΚΘΕΣΕΩΣ ΑΜΕΡΙΚΑΝΙΚΩΝ ΠΡΟΪΟΝΤΩΝ Ο ΑΜΕΡΙΚΑΝΟΣ ΥΦΥΠΟΥΡΓΟΣ ΤΟΥ ΕΜΠΟΡΙΟΥ ΚΑΙ ΔΕΝ ΒΛΕΠΕΙ ΕΙΣ ΤΙ ΠΡΟΣΚΡΟΥΕΙ ΤΟΥΤΟ <box>617 63 953 214</box>
body-text: ΑΘΗΝΑΙ, 14.— Ὁ ὑπουργός ἐδήλωσεν χθές ὅτι ἡ κυβέρνησις θά ἐξετάσῃ τό ζήτημα μετά προσοχῆς καί ὅτι αἱ συνομιλίαι θά συνεχισθοῦν κατά τάς προσεχεῖς ἡμέρας. Κατά τάς πληροφορίας τῶν κύκλων τῆς πρωτευούσης, αἱ ἀποφάσεις θά ληφθοῦν μετά τήν ἐπιστροφήν τῶν ἁρμοδίων ἐκ τοῦ ἐξωτερικοῦ, ἐν συνεχείᾳ δέ θά ἀνακοινωθοῦν ἐπισήμως πρός τόν Τύπον. Ἡ συζήτησις διεξήχθη ἐν πνεύματι ἀμοιβαίας κατανοήσεως καί συνεργασίας, ἐτονίσθη δέ ἡ ἀνάγκη ἐξευρέσεως λύσεως ἱκανοποιούσης ἁπάσας τάς πλευράς. Οἱ ἀντιπρόσωποι ἀνεχώρησαν μετά τό πέρας τῆς συνεδριάσεως. <box>208 1407 400 1538</box>
rule <box>611 654 973 656</box>
rule <box>611 1210 973 1212</box>
body-text: ΑΘΗΝΑΙ, 14.— Ὁ ὑπουργός ἐδήλωσεν χθές ὅτι ἡ κυβέρνησις θά ἐξετάσῃ τό ζήτημα μετά προσοχῆς καί ὅτι αἱ συνομιλίαι θά συνεχισθοῦν κατά τάς προσεχεῖς ἡμέρας. Κατά τάς πληροφορίας τῶν κύκλων τῆς πρωτευούσης, αἱ ἀποφάσεις θά ληφθοῦν μετά τήν ἐπιστροφήν τῶν ἁρμοδίων ἐκ τοῦ ἐξωτερικοῦ, ἐν συνεχείᾳ δέ θά ἀνακοινωθοῦν ἐπισήμως πρός τόν Τύπον. Ἡ συζήτησις διεξήχθη ἐν πνεύματι ἀμοιβαίας κατανοήσεως καί συνεργασίας, ἐτονίσθη δέ ἡ ἀνάγκη ἐξευρέσεως λύσεως ἱκανοποιούσης ἁπάσας τάς πλευράς. Οἱ ἀντιπρόσωποι ἀνεχώρησαν μετά τό πέρας τῆς συνεδριάσεως. <box>208 1249 400 1380</box>
body-text: ΑΘΗΝΑΙ, 14.— Ὁ ὑπουργός ἐδήλωσεν χθές ὅτι ἡ κυβέρνησις θά ἐξετάσῃ τό ζήτημα μετά προσοχῆς καί ὅτι αἱ συνομιλίαι θά συνεχισθοῦν κατά τάς προσεχεῖς ἡμέρας. Κατά τάς πληροφορίας τῶν κύκλων τῆς πρωτευούσης, αἱ ἀποφάσεις θά ληφθοῦν μετά τήν ἐπιστροφήν τῶν ἁρμοδίων ἐκ τοῦ ἐξωτερικοῦ, ἐν συνεχείᾳ δέ θά ἀνακοινωθοῦν ἐπισήμως πρός τόν Τύπον. Ἡ συζήτησις διεξήχθη ἐν πνεύματι ἀμοιβαίας κατανοήσεως καί συνεργασίας, ἐτονίσθη δέ ἡ ἀνάγκη ἐξευρέσεως λύσεως ἱκανοποιούσης ἁπάσας τάς πλευράς. Οἱ ἀντιπρόσωποι ἀνεχώρησαν μετά τό πέρας τῆς συνεδριάσεως. <box>1354 754 1533 905</box>
caption-cold: ΨΥΧΡΑ Η ΥΠΟΔΟΧΗ <box>1218 1484 1303 1494</box>
body-text: ΑΘΗΝΑΙ, 14.— Ὁ ὑπουργός ἐδήλωσεν χθές ὅτι ἡ κυβέρνησις θά ἐξετάσῃ τό ζήτημα μετά προσοχῆς καί ὅτι αἱ συνομιλίαι θά συνεχισθοῦν κατά τάς προσεχεῖς ἡμέρας. Κατά τάς πληροφορίας τῶν κύκλων τῆς πρωτευούσης, αἱ ἀποφάσεις θά ληφθοῦν μετά τήν ἐπιστροφήν τῶν ἁρμοδίων ἐκ τοῦ ἐξωτερικοῦ, ἐν συνεχείᾳ δέ θά ἀνακοινωθοῦν ἐπισήμως πρός τόν Τύπον. Ἡ συζήτησις διεξήχθη ἐν πνεύματι ἀμοιβαίας κατανοήσεως καί συνεργασίας, ἐτονίσθη δέ ἡ ἀνάγκη ἐξευρέσεως λύσεως ἱκανοποιούσης ἁπάσας τάς πλευράς. Οἱ ἀντιπρόσωποι ἀνεχώρησαν μετά τό πέρας τῆς συνεδριάσεως. <box>611 1260 788 1411</box>
caption-corfu: ΔΙΑΣΕΥΞΙΣ ΕΚ ΚΕΡΚΥΡΑΣ <box>647 2243 753 2253</box>
caption-truman: Ο ΤΡΟΥΜΑΝ ΘΑ ΑΠΟΦΥΓΗ <box>47 534 161 544</box>
rule <box>8 946 601 948</box>
headline-moon: ΠΥΡΑΥΛΟΙ ΦΕΡΟΝΤΕΣ ΣΥΣΚΕΥΑΣ ΤΗΛΕΟΡΑΣΕΩΣ ΣΕΙΣΜΟΓΡΑΦΟΥΣ, ΤΗΛΕΣΚΟΠΙΑ ΚΑΙ ΜΕΤΡΗΤΑΣ ΘΑ ΕΞΑΠΟΣΤΑΛΟΥΝ ΣΥΝΤΟΜΩΣ ΕΙΣ ΤΗΝ ΣΕΛΗΝΗΝ <box>8 949 489 1078</box>
body-text: ΑΘΗΝΑΙ, 14.— Ὁ ὑπουργός ἐδήλωσεν χθές ὅτι ἡ κυβέρνησις θά ἐξετάσῃ τό ζήτημα μετά προσοχῆς καί ὅτι αἱ συνομιλίαι θά συνεχισθοῦν κατά τάς προσεχεῖς ἡμέρας. Κατά τάς πληροφορίας τῶν κύκλων τῆς πρωτευούσης, αἱ ἀποφάσεις θά ληφθοῦν μετά τήν ἐπιστροφήν τῶν ἁρμοδίων ἐκ τοῦ ἐξωτερικοῦ, ἐν συνεχείᾳ δέ θά ἀνακοινωθοῦν ἐπισήμως πρός τόν Τύπον. Ἡ συζήτησις διεξήχθη ἐν πνεύματι ἀμοιβαίας κατανοήσεως καί συνεργασίας, ἐτονίσθη δέ ἡ ἀνάγκη ἐξευρέσεως λύσεως ἱκανοποιούσης ἁπάσας τάς πλευράς. Οἱ ἀντιπρόσωποι ἀνεχώρησαν μετά τό πέρας τῆς συνεδριάσεως. <box>208 1730 400 1861</box>
subhead-summit: Θά πραγματοποιηθῇ φυσικά καί ἰδιαιτέρα συνομιλία <box>50 216 558 236</box>
body-text: ΑΘΗΝΑΙ, 14.— Ὁ ὑπουργός ἐδήλωσεν χθές ὅτι ἡ κυβέρνησις θά ἐξετάσῃ τό ζήτημα μετά προσοχῆς καί ὅτι αἱ συνομιλίαι θά συνεχισθοῦν κατά τάς προσεχεῖς ἡμέρας. Κατά τάς πληροφορίας τῶν κύκλων τῆς πρωτευούσης, αἱ ἀποφάσεις θά ληφθοῦν μετά τήν ἐπιστροφήν τῶν ἁρμοδίων ἐκ τοῦ ἐξωτερικοῦ, ἐν συνεχείᾳ δέ θά ἀνακοινωθοῦν ἐπισήμως πρός τόν Τύπον. Ἡ συζήτησις διεξήχθη ἐν πνεύματι ἀμοιβαίας κατανοήσεως καί συνεργασίας, ἐτονίσθη δέ ἡ ἀνάγκη ἐξευρέσεως λύσεως ἱκανοποιούσης ἁπάσας τάς πλευράς. Οἱ ἀντιπρόσωποι ἀνεχώρησαν μετά τό πέρας τῆς συνεδριάσεως. <box>8 1215 200 1345</box>
caption-proclamations: ΠΡΟΚΗΡΥΞΕΙΣ ΥΠΕΡ ΤΟΥ ΜΑΚΑΡΙΟΥ <box>1366 404 1522 414</box>
dateline: ΟΥΑΣΙΓΚΤΩΝ, 14. (Ἀσσ. Πρές.). <box>8 239 134 248</box>
body-text: ΑΘΗΝΑΙ, 14.— Ὁ ὑπουργός ἐδήλωσεν χθές ὅτι ἡ κυβέρνησις θά ἐξετάσῃ τό ζήτημα μετά προσοχῆς καί ὅτι αἱ συνομιλίαι θά συνεχισθοῦν κατά τάς προσεχεῖς ἡμέρας. Κατά τάς πληροφορίας τῶν κύκλων τῆς πρωτευούσης, αἱ ἀποφάσεις θά ληφθοῦν μετά τήν ἐπιστροφήν τῶν ἁρμοδίων ἐκ τοῦ ἐξωτερικοῦ, ἐν συνεχείᾳ δέ θά ἀνακοινωθοῦν ἐπισήμως πρός τόν Τύπον. Ἡ συζήτησις διεξήχθη ἐν πνεύματι ἀμοιβαίας κατανοήσεως καί συνεργασίας, ἐτονίσθη δέ ἡ ἀνάγκη ἐξευρέσεως λύσεως ἱκανοποιούσης ἁπάσας τάς πλευράς. Οἱ ἀντιπρόσωποι ἀνεχώρησαν μετά τό πέρας τῆς συνεδριάσεως. <box>1168 771 1348 922</box>
article-exhibition <box>611 58 973 218</box>
headline-crisis: ΚΡΙΣΙΣ ΚΑΙ ΑΝΕΡΓΙΑ ΜΑΣΤΙΖΕΙ ΤΗΝ ΒΟΡΕΙΟΝ ΕΛΛΑΔΑ ΕΤΟΝΙΣΘΗ ΕΙΣ ΤΟ ΣΥΝΕΔΡΙΟΝ ΤΩΝ ΕΠΑΓΓΕΛΜΑΤΙΩΝ <box>622 1417 962 1466</box>
headline-eec: ΕΤΕΡΜΑΤΙΣΘΗΣΑΝ ΧΘΕΣ ΑΙ ΣΥΝΟΜΙΛΙΑΙ ΕΠΙ ΤΗΣ ΣΥΝΔΕΣΕΩΣ ΤΗΣ ΕΛΛΑΔΟΣ ΜΕ ΤΗΝ ΚΟΙΝΗΝ ΕΥΡΩΠΑΪΚΗΝ ΑΓΟΡΑΝ <box>624 1212 961 1261</box>
article-makarios <box>984 58 1532 1193</box>
subhead-grivas: Ὁ στρατηγός πάντως θά ὁμιλήσῃ δημοσίᾳ ἐάν δέν πραγματοποιηθῇ ἡ συνάντησις <box>1006 202 1510 243</box>
body-text: ΑΘΗΝΑΙ, 14.— Ὁ ὑπουργός ἐδήλωσεν χθές ὅτι ἡ κυβέρνησις θά ἐξετάσῃ τό ζήτημα μετά προσοχῆς καί ὅτι αἱ συνομιλίαι θά συνεχισθοῦν κατά τάς προσεχεῖς ἡμέρας. Κατά τάς πληροφορίας τῶν κύκλων τῆς πρωτευούσης, αἱ ἀποφάσεις θά ληφθοῦν μετά τήν ἐπιστροφήν τῶν ἁρμοδίων ἐκ τοῦ ἐξωτερικοῦ, ἐν συνεχείᾳ δέ θά ἀνακοινωθοῦν ἐπισήμως πρός τόν Τύπον. Ἡ συζήτησις διεξήχθη ἐν πνεύματι ἀμοιβαίας κατανοήσεως καί συνεργασίας, ἐτονίσθη δέ ἡ ἀνάγκη ἐξευρέσεως λύσεως ἱκανοποιούσης ἁπάσας τάς πλευράς. Οἱ ἀντιπρόσωποι ἀνεχώρησαν μετά τό πέρας τῆς συνεδριάσεως. <box>1168 939 1348 1090</box>
body-text: ΑΘΗΝΑΙ, 14.— Ὁ ὑπουργός ἐδήλωσεν χθές ὅτι ἡ κυβέρνησις θά ἐξετάσῃ τό ζήτημα μετά προσοχῆς καί ὅτι αἱ συνομιλίαι θά συνεχισθοῦν κατά τάς προσεχεῖς ἡμέρας. Κατά τάς πληροφορίας τῶν κύκλων τῆς πρωτευούσης, αἱ ἀποφάσεις θά ληφθοῦν μετά τήν ἐπιστροφήν τῶν ἁρμοδίων ἐκ τοῦ ἐξωτερικοῦ, ἐν συνεχείᾳ δέ θά ἀνακοινωθοῦν ἐπισήμως πρός τόν Τύπον. Ἡ συζήτησις διεξήχθη ἐν πνεύματι ἀμοιβαίας κατανοήσεως καί συνεργασίας, ἐτονίσθη δέ ἡ ἀνάγκη ἐξευρέσεως λύσεως ἱκανοποιούσης ἁπάσας τάς πλευράς. Οἱ ἀντιπρόσωποι ἀνεχώρησαν μετά τό πέρας τῆς συνεδριάσεως. <box>984 1228 1167 1369</box>
caption-memorial: ΤΟ ΜΝΗΜΟΣΥΝΟΝ ΥΠΕΡ ΤΩΝ ΣΦΑΓΙΑΣΘΕΝΤΩΝ ΥΠΟ ΤΩΝ ΚΑΤΑΚΤΗΤΩΝ ΕΙΣ ΤΑ ΓΙΑΝΝΙΤΣΑ <box>215 1220 394 1247</box>
body-text: ΑΘΗΝΑΙ, 14.— Ὁ ὑπουργός ἐδήλωσεν χθές ὅτι ἡ κυβέρνησις θά ἐξετάσῃ τό ζήτημα μετά προσοχῆς καί ὅτι αἱ συνομιλίαι θά συνεχισθοῦν κατά τάς προσεχεῖς ἡμέρας. Κατά τάς πληροφορίας τῶν κύκλων τῆς πρωτευούσης, αἱ ἀποφάσεις θά ληφθοῦν μετά τήν ἐπιστροφήν τῶν ἁρμοδίων ἐκ τοῦ ἐξωτερικοῦ, ἐν συνεχείᾳ δέ θά ἀνακοινωθοῦν ἐπισήμως πρός τόν Τύπον. Ἡ συζήτησις διεξήχθη ἐν πνεύματι ἀμοιβαίας κατανοήσεως καί συνεργασίας, ἐτονίσθη δέ ἡ ἀνάγκη ἐξευρέσεως λύσεως ἱκανοποιούσης ἁπάσας τάς πλευράς. Οἱ ἀντιπρόσωποι ἀνεχώρησαν μετά τό πέρας τῆς συνεδριάσεως. <box>8 546 200 677</box>
body-text: ΑΘΗΝΑΙ, 14.— Ὁ ὑπουργός ἐδήλωσεν χθές ὅτι ἡ κυβέρνησις θά ἐξετάσῃ τό ζήτημα μετά προσοχῆς καί ὅτι αἱ συνομιλίαι θά συνεχισθοῦν κατά τάς προσεχεῖς ἡμέρας. Κατά τάς πληροφορίας τῶν κύκλων τῆς πρωτευούσης, αἱ ἀποφάσεις θά ληφθοῦν μετά τήν ἐπιστροφήν τῶν ἁρμοδίων ἐκ τοῦ ἐξωτερικοῦ, ἐν συνεχείᾳ δέ θά ἀνακοινωθοῦν ἐπισήμως πρός τόν Τύπον. Ἡ συζήτησις διεξήχθη ἐν πνεύματι ἀμοιβαίας κατανοήσεως καί συνεργασίας, ἐτονίσθη δέ ἡ ἀνάγκη ἐξευρέσεως λύσεως ἱκανοποιούσης ἁπάσας τάς πλευράς. Οἱ ἀντιπρόσωποι ἀνεχώρησαν μετά τό πέρας τῆς συνεδριάσεως. <box>796 734 973 885</box>
body-text: ΑΘΗΝΑΙ, 14.— Ὁ ὑπουργός ἐδήλωσεν χθές ὅτι ἡ κυβέρνησις θά ἐξετάσῃ τό ζήτημα μετά προσοχῆς καί ὅτι αἱ συνομιλίαι θά συνεχισθοῦν κατά τάς προσεχεῖς ἡμέρας. Κατά τάς πληροφορίας τῶν κύκλων τῆς πρωτευούσης, αἱ ἀποφάσεις θά ληφθοῦν μετά τήν ἐπιστροφήν τῶν ἁρμοδίων ἐκ τοῦ ἐξωτερικοῦ, ἐν συνεχείᾳ δέ θά ἀνακοινωθοῦν ἐπισήμως πρός τόν Τύπον. Ἡ συζήτησις διεξήχθη ἐν πνεύματι ἀμοιβαίας κατανοήσεως καί συνεργασίας, ἐτονίσθη δέ ἡ ἀνάγκη ἐξευρέσεως λύσεως ἱκανοποιούσης ἁπάσας τάς πλευράς. Οἱ ἀντιπρόσωποι ἀνεχώρησαν μετά τό πέρας τῆς συνεδριάσεως. <box>984 567 1162 718</box>
caption-exports: Η ΑΓΟΡΑ ΕΙ ΣΤΑΣ ΕΞΑΓΩΓΑΣ <box>639 1639 760 1649</box>
caption-signals: ΜΕΛΕΤΟΥΝΤΑΙ ΤΑ ΣΗΜΑΤΑ <box>447 1089 562 1099</box>
body-text: ΑΘΗΝΑΙ, 14.— Ὁ ὑπουργός ἐδήλωσεν χθές ὅτι ἡ κυβέρνησις θά ἐξετάσῃ τό ζήτημα μετά προσοχῆς καί ὅτι αἱ συνομιλίαι θά συνεχισθοῦν κατά τάς προσεχεῖς ἡμέρας. Κατά τάς πληροφορίας τῶν κύκλων τῆς πρωτευούσης, αἱ ἀποφάσεις θά ληφθοῦν μετά τήν ἐπιστροφήν τῶν ἁρμοδίων ἐκ τοῦ ἐξωτερικοῦ, ἐν συνεχείᾳ δέ θά ἀνακοινωθοῦν ἐπισήμως πρός τόν Τύπον. Ἡ συζήτησις διεξήχθη ἐν πνεύματι ἀμοιβαίας κατανοήσεως καί συνεργασίας, ἐτονίσθη δέ ἡ ἀνάγκη ἐξευρέσεως λύσεως ἱκανοποιούσης ἁπάσας τάς πλευράς. Οἱ ἀντιπρόσωποι ἀνεχώρησαν μετά τό πέρας τῆς συνεδριάσεως. <box>611 885 788 1037</box>
body-text: ΑΘΗΝΑΙ, 14.— Ὁ ὑπουργός ἐδήλωσεν χθές ὅτι ἡ κυβέρνησις θά ἐξετάσῃ τό ζήτημα μετά προσοχῆς καί ὅτι αἱ συνομιλίαι θά συνεχισθοῦν κατά τάς προσεχεῖς ἡμέρας. Κατά τάς πληροφορίας τῶν κύκλων τῆς πρωτευούσης, αἱ ἀποφάσεις θά ληφθοῦν μετά τήν ἐπιστροφήν τῶν ἁρμοδίων ἐκ τοῦ ἐξωτερικοῦ, ἐν συνεχείᾳ δέ θά ἀνακοινωθοῦν ἐπισήμως πρός τόν Τύπον. Ἡ συζήτησις διεξήχθη ἐν πνεύματι ἀμοιβαίας κατανοήσεως καί συνεργασίας, ἐτονίσθη δέ ἡ ἀνάγκη ἐξευρέσεως λύσεως ἱκανοποιούσης ἁπάσας τάς πλευράς. Οἱ ἀντιπρόσωποι ἀνεχώρησαν μετά τό πέρας τῆς συνεδριάσεως. <box>611 734 788 885</box>
body-text: ΑΘΗΝΑΙ, 14.— Ὁ ὑπουργός ἐδήλωσεν χθές ὅτι ἡ κυβέρνησις θά ἐξετάσῃ τό ζήτημα μετά προσοχῆς καί ὅτι αἱ συνομιλίαι θά συνεχισθοῦν κατά τάς προσεχεῖς ἡμέρας. Κατά τάς πληροφορίας τῶν κύκλων τῆς πρωτευούσης, αἱ ἀποφάσεις θά ληφθοῦν μετά τήν ἐπιστροφήν τῶν ἁρμοδίων ἐκ τοῦ ἐξωτερικοῦ, ἐν συνεχείᾳ δέ θά ἀνακοινωθοῦν ἐπισήμως πρός τόν Τύπον. Ἡ συζήτησις διεξήχθη ἐν πνεύματι ἀμοιβαίας κατανοήσεως καί συνεργασίας, ἐτονίσθη δέ ἡ ἀνάγκη ἐξευρέσεως λύσεως ἱκανοποιούσης ἁπάσας τάς πλευράς. Οἱ ἀντιπρόσωποι ἀνεχώρησαν μετά τό πέρας τῆς συνεδριάσεως. <box>408 1101 601 1232</box>
rule <box>1172 1660 1532 1661</box>
caption-wheat-tax: Ο ΥΠΟΛΟΓΙΣΜΟΣ ΤΗΣ ΦΟΡΟΛΟΓΙΑΣ ΕΠΙ ΤΟΥ ΣΙΤΟΥ <box>409 410 600 428</box>
body-text: ΑΘΗΝΑΙ, 14.— Ὁ ὑπουργός ἐδήλωσεν χθές ὅτι ἡ κυβέρνησις θά ἐξετάσῃ τό ζήτημα μετά προσοχῆς καί ὅτι αἱ συνομιλίαι θά συνεχισθοῦν κατά τάς προσεχεῖς ἡμέρας. Κατά τάς πληροφορίας τῶν κύκλων τῆς πρωτευούσης, αἱ ἀποφάσεις θά ληφθοῦν μετά τήν ἐπιστροφήν τῶν ἁρμοδίων ἐκ τοῦ ἐξωτερικοῦ, ἐν συνεχείᾳ δέ θά ἀνακοινωθοῦν ἐπισήμως πρός τόν Τύπον. Ἡ συζήτησις διεξήχθη ἐν πνεύματι ἀμοιβαίας κατανοήσεως καί συνεργασίας, ἐτονίσθη δέ ἡ ἀνάγκη ἐξευρέσεως λύσεως ἱκανοποιούσης ἁπάσας τάς πλευράς. Οἱ ἀντιπρόσωποι ἀνεχώρησαν μετά τό πέρας τῆς συνεδριάσεως. <box>611 1917 788 2068</box>
caption-speak: ΘΑ ΟΜΙΛΗΣΟΥΝ ΣΑΦΩΣ <box>53 386 155 396</box>
body-text: ΑΘΗΝΑΙ, 14.— Ὁ ὑπουργός ἐδήλωσεν χθές ὅτι ἡ κυβέρνησις θά ἐξετάσῃ τό ζήτημα μετά προσοχῆς καί ὅτι αἱ συνομιλίαι θά συνεχισθοῦν κατά τάς προσεχεῖς ἡμέρας. Κατά τάς πληροφορίας τῶν κύκλων τῆς πρωτευούσης, αἱ ἀποφάσεις θά ληφθοῦν μετά τήν ἐπιστροφήν τῶν ἁρμοδίων ἐκ τοῦ ἐξωτερικοῦ, ἐν συνεχείᾳ δέ θά ἀνακοινωθοῦν ἐπισήμως πρός τόν Τύπον. Ἡ συζήτησις διεξήχθη ἐν πνεύματι ἀμοιβαίας κατανοήσεως καί συνεργασίας, ἐτονίσθη δέ ἡ ἀνάγκη ἐξευρέσεως λύσεως ἱκανοποιούσης ἁπάσας τάς πλευράς. Οἱ ἀντιπρόσωποι ἀνεχώρησαν μετά τό πέρας τῆς συνεδριάσεως. <box>984 246 1162 397</box>
headline-makarios: Ο ΜΑΚΑΡΙΟΣ ΔΕΝ ΑΠΗΝΤΗΣΕΝ ΑΚΟΜΗ ΕΙΣ ΤΗΝ ΠΡΟΣΚΛΗΣΙΝ ΤΟΥ κ. ΓΡΙΒΑ ΟΠΩΣ ΣΥΝΑΝΤΗΘΟΥΝ ΕΙΣ ΑΘΗΝΑΣ ΠΙΘΑΝΟΝ ΔΕ ΚΑΙ ΝΑ ΤΗΝ ΑΠΟΡΡΙΨΗ <box>984 56 1509 195</box>
body-text: ΑΘΗΝΑΙ, 14.— Ὁ ὑπουργός ἐδήλωσεν χθές ὅτι ἡ κυβέρνησις θά ἐξετάσῃ τό ζήτημα μετά προσοχῆς καί ὅτι αἱ συνομιλίαι θά συνεχισθοῦν κατά τάς προσεχεῖς ἡμέρας. Κατά τάς πληροφορίας τῶν κύκλων τῆς πρωτευούσης, αἱ ἀποφάσεις θά ληφθοῦν μετά τήν ἐπιστροφήν τῶν ἁρμοδίων ἐκ τοῦ ἐξωτερικοῦ, ἐν συνεχείᾳ δέ θά ἀνακοινωθοῦν ἐπισήμως πρός τόν Τύπον. Ἡ συζήτησις διεξήχθη ἐν πνεύματι ἀμοιβαίας κατανοήσεως καί συνεργασίας, ἐτονίσθη δέ ἡ ἀνάγκη ἐξευρέσεως λύσεως ἱκανοποιούσης ἁπάσας τάς πλευράς. Οἱ ἀντιπρόσωποι ἀνεχώρησαν μετά τό πέρας τῆς συνεδριάσεως. <box>8 397 200 528</box>
body-text: ΑΘΗΝΑΙ, 14.— Ὁ ὑπουργός ἐδήλωσεν χθές ὅτι ἡ κυβέρνησις θά ἐξετάσῃ τό ζήτημα μετά προσοχῆς καί ὅτι αἱ συνομιλίαι θά συνεχισθοῦν κατά τάς προσεχεῖς ἡμέρας. Κατά τάς πληροφορίας τῶν κύκλων τῆς πρωτευούσης, αἱ ἀποφάσεις θά ληφθοῦν μετά τήν ἐπιστροφήν τῶν ἁρμοδίων ἐκ τοῦ ἐξωτερικοῦ, ἐν συνεχείᾳ δέ θά ἀνακοινωθοῦν ἐπισήμως πρός τόν Τύπον. Ἡ συζήτησις διεξήχθη ἐν πνεύματι ἀμοιβαίας κατανοήσεως καί συνεργασίας, ἐτονίσθη δέ ἡ ἀνάγκη ἐξευρέσεως λύσεως ἱκανοποιούσης ἁπάσας τάς πλευράς. Οἱ ἀντιπρόσωποι ἀνεχώρησαν μετά τό πέρας τῆς συνεδριάσεως. <box>408 1381 601 1512</box>
body-text: ΑΘΗΝΑΙ, 14.— Ὁ ὑπουργός ἐδήλωσεν χθές ὅτι ἡ κυβέρνησις θά ἐξετάσῃ τό ζήτημα μετά προσοχῆς καί ὅτι αἱ συνομιλίαι θά συνεχισθοῦν κατά τάς προσεχεῖς ἡμέρας. Κατά τάς πληροφορίας τῶν κύκλων τῆς πρωτευούσης, αἱ ἀποφάσεις θά ληφθοῦν μετά τήν ἐπιστροφήν τῶν ἁρμοδίων ἐκ τοῦ ἐξωτερικοῦ, ἐν συνεχείᾳ δέ θά ἀνακοινωθοῦν ἐπισήμως πρός τόν Τύπον. Ἡ συζήτησις διεξήχθη ἐν πνεύματι ἀμοιβαίας κατανοήσεως καί συνεργασίας, ἐτονίσθη δέ ἡ ἀνάγκη ἐξευρέσεως λύσεως ἱκανοποιούσης ἁπάσας τάς πλευράς. Οἱ ἀντιπρόσωποι ἀνεχώρησαν μετά τό πέρας τῆς συνεδριάσεως. <box>8 695 200 826</box>
headline-white-house: ΑΡΧΙΖΟΥΝ ΑΠΟΨΕ ΕΙΣ ΤΟΝ ΛΕΥΚΟΝ ΟΙΚΟΝ <box>24 185 584 213</box>
body-text: ΑΘΗΝΑΙ, 14.— Ὁ ὑπουργός ἐδήλωσεν χθές ὅτι ἡ κυβέρνησις θά ἐξετάσῃ τό ζήτημα μετά προσοχῆς καί ὅτι αἱ συνομιλίαι θά συνεχισθοῦν κατά τάς προσεχεῖς ἡμέρας. Κατά τάς πληροφορίας τῶν κύκλων τῆς πρωτευούσης, αἱ ἀποφάσεις θά ληφθοῦν μετά τήν ἐπιστροφήν τῶν ἁρμοδίων ἐκ τοῦ ἐξωτερικοῦ, ἐν συνεχείᾳ δέ θά ἀνακοινωθοῦν ἐπισήμως πρός τόν Τύπον. Ἡ συζήτησις διεξήχθη ἐν πνεύματι ἀμοιβαίας κατανοήσεως καί συνεργασίας, ἐτονίσθη δέ ἡ ἀνάγκη ἐξευρέσεως λύσεως ἱκανοποιούσης ἁπάσας τάς πλευράς. Οἱ ἀντιπρόσωποι ἀνεχώρησαν μετά τό πέρας τῆς συνεδριάσεως. <box>796 2068 973 2219</box>
body-text: ΑΘΗΝΑΙ, 14.— Ὁ ὑπουργός ἐδήλωσεν χθές ὅτι ἡ κυβέρνησις θά ἐξετάσῃ τό ζήτημα μετά προσοχῆς καί ὅτι αἱ συνομιλίαι θά συνεχισθοῦν κατά τάς προσεχεῖς ἡμέρας. Κατά τάς πληροφορίας τῶν κύκλων τῆς πρωτευούσης, αἱ ἀποφάσεις θά ληφθοῦν μετά τήν ἐπιστροφήν τῶν ἁρμοδίων ἐκ τοῦ ἐξωτερικοῦ, ἐν συνεχείᾳ δέ θά ἀνακοινωθοῦν ἐπισήμως πρός τόν Τύπον. Ἡ συζήτησις διεξήχθη ἐν πνεύματι ἀμοιβαίας κατανοήσεως καί συνεργασίας, ἐτονίσθη δέ ἡ ἀνάγκη ἐξευρέσεως λύσεως ἱκανοποιούσης ἁπάσας τάς πλευράς. Οἱ ἀντιπρόσωποι ἀνεχώρησαν μετά τό πέρας τῆς συνεδριάσεως. <box>8 1084 200 1215</box>
body-text: ΑΘΗΝΑΙ, 14.— Ὁ ὑπουργός ἐδήλωσεν χθές ὅτι ἡ κυβέρνησις θά ἐξετάσῃ τό ζήτημα μετά προσοχῆς καί ὅτι αἱ συνομιλίαι θά συνεχισθοῦν κατά τάς προσεχεῖς ἡμέρας. Κατά τάς πληροφορίας τῶν κύκλων τῆς πρωτευούσης, αἱ ἀποφάσεις θά ληφθοῦν μετά τήν ἐπιστροφήν τῶν ἁρμοδίων ἐκ τοῦ ἐξωτερικοῦ, ἐν συνεχείᾳ δέ θά ἀνακοινωθοῦν ἐπισήμως πρός τόν Τύπον. Ἡ συζήτησις διεξήχθη ἐν πνεύματι ἀμοιβαίας κατανοήσεως καί συνεργασίας, ἐτονίσθη δέ ἡ ἀνάγκη ἐξευρέσεως λύσεως ἱκανοποιούσης ἁπάσας τάς πλευράς. Οἱ ἀντιπρόσωποι ἀνεχώρησαν μετά τό πέρας τῆς συνεδριάσεως. <box>1172 1327 1348 1478</box>
caption-clinic: Ο Ε.Ε.Σ. ΔΙΑ ΤΟ ΙΑΤΡΕΙΟΝ ΤΟΥ ΑΓΙΟΥ ΕΥΣΤΡΑΤΙΟΥ <box>425 725 583 743</box>
body-text: ΑΘΗΝΑΙ, 14.— Ὁ ὑπουργός ἐδήλωσεν χθές ὅτι ἡ κυβέρνησις θά ἐξετάσῃ τό ζήτημα μετά προσοχῆς καί ὅτι αἱ συνομιλίαι θά συνεχισθοῦν κατά τάς προσεχεῖς ἡμέρας. Κατά τάς πληροφορίας τῶν κύκλων τῆς πρωτευούσης, αἱ ἀποφάσεις θά ληφθοῦν μετά τήν ἐπιστροφήν τῶν ἁρμοδίων ἐκ τοῦ ἐξωτερικοῦ, ἐν συνεχείᾳ δέ θά ἀνακοινωθοῦν ἐπισήμως πρός τόν Τύπον. Ἡ συζήτησις διεξήχθη ἐν πνεύματι ἀμοιβαίας κατανοήσεως καί συνεργασίας, ἐτονίσθη δέ ἡ ἀνάγκη ἐξευρέσεως λύσεως ἱκανοποιούσης ἁπάσας τάς πλευράς. Οἱ ἀντιπρόσωποι ἀνεχώρησαν μετά τό πέρας τῆς συνεδριάσεως. <box>984 1753 1167 1893</box>
caption-truck: ΦΟΡΤΗΓΟΝ ΑΥΤΟΚΙΝΗΤΟΝ ΕΦΟΝΕΥΣΕΝ ΕΝΑ ΕΠΙΒΑΤΗΝ ΚΑΙ ΕΤΡΑΥΜΑΤΙΣΕΝ ΕΤΕΡΟΝ ΕΙΣ ΣΤΑΣΙΝ ΛΕΩΦΟΡΕΙΩΝ <box>409 244 600 271</box>
body-text: ΑΘΗΝΑΙ, 14.— Ὁ ὑπουργός ἐδήλωσεν χθές ὅτι ἡ κυβέρνησις θά ἐξετάσῃ τό ζήτημα μετά προσοχῆς καί ὅτι αἱ συνομιλίαι θά συνεχισθοῦν κατά τάς προσεχεῖς ἡμέρας. Κατά τάς πληροφορίας τῶν κύκλων τῆς πρωτευούσης, αἱ ἀποφάσεις θά ληφθοῦν μετά τήν ἐπιστροφήν τῶν ἁρμοδίων ἐκ τοῦ ἐξωτερικοῦ, ἐν συνεχείᾳ δέ θά ἀνακοινωθοῦν ἐπισήμως πρός τόν Τύπον. Ἡ συζήτησις διεξήχθη ἐν πνεύματι ἀμοιβαίας κατανοήσεως καί συνεργασίας, ἐτονίσθη δέ ἡ ἀνάγκη ἐξευρέσεως λύσεως ἱκανοποιούσης ἁπάσας τάς πλευράς. Οἱ ἀντιπρόσωποι ἀνεχώρησαν μετά τό πέρας τῆς συνεδριάσεως. <box>796 271 973 423</box>
article-laos <box>1172 1193 1532 1598</box>
headline-scandals: ΒΡΙΘΕΙ ΑΝΑΡΙΘΜΗΤΩΝ ΣΚΑΝΔΑΛΩΝ ΚΑΤΑΓΓΕΛΛΕΙ Ο κ. ΤΟΥΡΚΟΒΑΣΙΛΗΣ Ο ΒΙΟΣ ΤΗΣ ΚΥΒΕΡΝΗΣΕΩΣ ΚΑΡΑΜΑΝΛΗ <box>1184 1603 1521 1657</box>
headline-summit: Ο κ. ΝΙΞΟΝ, Ο κ. ΧΕΡΤΕΡ ΚΑΙ ΑΛΛΟΙ ΕΠΙΣΗΜΟΙ ΘΑ ΜΕΤΑΣΧΟΥΝ ΤΩΝ ΠΡΩΤΩΝ ΣΥΝΟΜΙΛΙΩΝ ΤΩΝ Κ.Κ. ΑΪΖΕΝΧΑΟΥΕΡ ΚΑΙ ΚΡΟΥΣΤΣΕΦ <box>8 56 569 181</box>
rule <box>611 426 973 428</box>
body-text: ΑΘΗΝΑΙ, 14.— Ὁ ὑπουργός ἐδήλωσεν χθές ὅτι ἡ κυβέρνησις θά ἐξετάσῃ τό ζήτημα μετά προσοχῆς καί ὅτι αἱ συνομιλίαι θά συνεχισθοῦν κατά τάς προσεχεῖς ἡμέρας. Κατά τάς πληροφορίας τῶν κύκλων τῆς πρωτευούσης, αἱ ἀποφάσεις θά ληφθοῦν μετά τήν ἐπιστροφήν τῶν ἁρμοδίων ἐκ τοῦ ἐξωτερικοῦ, ἐν συνεχείᾳ δέ θά ἀνακοινωθοῦν ἐπισήμως πρός τόν Τύπον. Ἡ συζήτησις διεξήχθη ἐν πνεύματι ἀμοιβαίας κατανοήσεως καί συνεργασίας, ἐτονίσθη δέ ἡ ἀνάγκη ἐξευρέσεως λύσεως ἱκανοποιούσης ἁπάσας τάς πλευράς. Οἱ ἀντιπρόσωποι ἀνεχώρησαν μετά τό πέρας τῆς συνεδριάσεως. <box>1168 602 1348 753</box>
body-text: ΑΘΗΝΑΙ, 14.— Ὁ ὑπουργός ἐδήλωσεν χθές ὅτι ἡ κυβέρνησις θά ἐξετάσῃ τό ζήτημα μετά προσοχῆς καί ὅτι αἱ συνομιλίαι θά συνεχισθοῦν κατά τάς προσεχεῖς ἡμέρας. Κατά τάς πληροφορίας τῶν κύκλων τῆς πρωτευούσης, αἱ ἀποφάσεις θά ληφθοῦν μετά τήν ἐπιστροφήν τῶν ἁρμοδίων ἐκ τοῦ ἐξωτερικοῦ, ἐν συνεχείᾳ δέ θά ἀνακοινωθοῦν ἐπισήμως πρός τόν Τύπον. Ἡ συζήτησις διεξήχθη ἐν πνεύματι ἀμοιβαίας κατανοήσεως καί συνεργασίας, ἐτονίσθη δέ ἡ ἀνάγκη ἐξευρέσεως λύσεως ἱκανοποιούσης ἁπάσας τάς πλευράς. Οἱ ἀντιπρόσωποι ἀνεχώρησαν μετά τό πέρας τῆς συνεδριάσεως. <box>796 1260 973 1411</box>
body-text: ΑΘΗΝΑΙ, 14.— Ὁ ὑπουργός ἐδήλωσεν χθές ὅτι ἡ κυβέρνησις θά ἐξετάσῃ τό ζήτημα μετά προσοχῆς καί ὅτι αἱ συνομιλίαι θά συνεχισθοῦν κατά τάς προσεχεῖς ἡμέρας. Κατά τάς πληροφορίας τῶν κύκλων τῆς πρωτευούσης, αἱ ἀποφάσεις θά ληφθοῦν μετά τήν ἐπιστροφήν τῶν ἁρμοδίων ἐκ τοῦ ἐξωτερικοῦ, ἐν συνεχείᾳ δέ θά ἀνακοινωθοῦν ἐπισήμως πρός τόν Τύπον. Ἡ συζήτησις διεξήχθη ἐν πνεύματι ἀμοιβαίας κατανοήσεως καί συνεργασίας, ἐτονίσθη δέ ἡ ἀνάγκη ἐξευρέσεως λύσεως ἱκανοποιούσης ἁπάσας τάς πλευράς. Οἱ ἀντιπρόσωποι ἀνεχώρησαν μετά τό πέρας τῆς συνεδριάσεως. <box>796 499 973 651</box>
body-text: ΑΘΗΝΑΙ, 14.— Ὁ ὑπουργός ἐδήλωσεν χθές ὅτι ἡ κυβέρνησις θά ἐξετάσῃ τό ζήτημα μετά προσοχῆς καί ὅτι αἱ συνομιλίαι θά συνεχισθοῦν κατά τάς προσεχεῖς ἡμέρας. Κατά τάς πληροφορίας τῶν κύκλων τῆς πρωτευούσης, αἱ ἀποφάσεις θά ληφθοῦν μετά τήν ἐπιστροφήν τῶν ἁρμοδίων ἐκ τοῦ ἐξωτερικοῦ, ἐν συνεχείᾳ δέ θά ἀνακοινωθοῦν ἐπισήμως πρός τόν Τύπον. Ἡ συζήτησις διεξήχθη ἐν πνεύματι ἀμοιβαίας κατανοήσεως καί συνεργασίας, ἐτονίσθη δέ ἡ ἀνάγκη ἐξευρέσεως λύσεως ἱκανοποιούσης ἁπάσας τάς πλευράς. Οἱ ἀντιπρόσωποι ἀνεχώρησαν μετά τό πέρας τῆς συνεδριάσεως. <box>8 1661 200 1792</box>
body-text: ΑΘΗΝΑΙ, 14.— Ὁ ὑπουργός ἐδήλωσεν χθές ὅτι ἡ κυβέρνησις θά ἐξετάσῃ τό ζήτημα μετά προσοχῆς καί ὅτι αἱ συνομιλίαι θά συνεχισθοῦν κατά τάς προσεχεῖς ἡμέρας. Κατά τάς πληροφορίας τῶν κύκλων τῆς πρωτευούσης, αἱ ἀποφάσεις θά ληφθοῦν μετά τήν ἐπιστροφήν τῶν ἁρμοδίων ἐκ τοῦ ἐξωτερικοῦ, ἐν συνεχείᾳ δέ θά ἀνακοινωθοῦν ἐπισήμως πρός τόν Τύπον. Ἡ συζήτησις διεξήχθη ἐν πνεύματι ἀμοιβαίας κατανοήσεως καί συνεργασίας, ἐτονίσθη δέ ἡ ἀνάγκη ἐξευρέσεως λύσεως ἱκανοποιούσης ἁπάσας τάς πλευράς. Οἱ ἀντιπρόσωποι ἀνεχώρησαν μετά τό πέρας τῆς συνεδριάσεως. <box>611 2255 788 2406</box>
body-text: ΑΘΗΝΑΙ, 14.— Ὁ ὑπουργός ἐδήλωσεν χθές ὅτι ἡ κυβέρνησις θά ἐξετάσῃ τό ζήτημα μετά προσοχῆς καί ὅτι αἱ συνομιλίαι θά συνεχισθοῦν κατά τάς προσεχεῖς ἡμέρας. Κατά τάς πληροφορίας τῶν κύκλων τῆς πρωτευούσης, αἱ ἀποφάσεις θά ληφθοῦν μετά τήν ἐπιστροφήν τῶν ἁρμοδίων ἐκ τοῦ ἐξωτερικοῦ, ἐν συνεχείᾳ δέ θά ἀνακοινωθοῦν ἐπισήμως πρός τόν Τύπον. Ἡ συζήτησις διεξήχθη ἐν πνεύματι ἀμοιβαίας κατανοήσεως καί συνεργασίας, ἐτονίσθη δέ ἡ ἀνάγκη ἐξευρέσεως λύσεως ἱκανοποιούσης ἁπάσας τάς πλευράς. Οἱ ἀντιπρόσωποι ἀνεχώρησαν μετά τό πέρας τῆς συνεδριάσεως. <box>208 1084 400 1215</box>
body-text: ΑΘΗΝΑΙ, 14.— Ὁ ὑπουργός ἐδήλωσεν χθές ὅτι ἡ κυβέρνησις θά ἐξετάσῃ τό ζήτημα μετά προσοχῆς καί ὅτι αἱ συνομιλίαι θά συνεχισθοῦν κατά τάς προσεχεῖς ἡμέρας. Κατά τάς πληροφορίας τῶν κύκλων τῆς πρωτευούσης, αἱ ἀποφάσεις θά ληφθοῦν μετά τήν ἐπιστροφήν τῶν ἁρμοδίων ἐκ τοῦ ἐξωτερικοῦ, ἐν συνεχείᾳ δέ θά ἀνακοινωθοῦν ἐπισήμως πρός τόν Τύπον. Ἡ συζήτησις διεξήχθη ἐν πνεύματι ἀμοιβαίας κατανοήσεως καί συνεργασίας, ἐτονίσθη δέ ἡ ἀνάγκη ἐξευρέσεως λύσεως ἱκανοποιούσης ἁπάσας τάς πλευράς. Οἱ ἀντιπρόσωποι ἀνεχώρησαν μετά τό πέρας τῆς συνεδριάσεως. <box>1168 264 1348 415</box>
body-text: ΑΘΗΝΑΙ, 14.— Ὁ ὑπουργός ἐδήλωσεν χθές ὅτι ἡ κυβέρνησις θά ἐξετάσῃ τό ζήτημα μετά προσοχῆς καί ὅτι αἱ συνομιλίαι θά συνεχισθοῦν κατά τάς προσεχεῖς ἡμέρας. Κατά τάς πληροφορίας τῶν κύκλων τῆς πρωτευούσης, αἱ ἀποφάσεις θά ληφθοῦν μετά τήν ἐπιστροφήν τῶν ἁρμοδίων ἐκ τοῦ ἐξωτερικοῦ, ἐν συνεχείᾳ δέ θά ἀνακοινωθοῦν ἐπισήμως πρός τόν Τύπον. Ἡ συζήτησις διεξήχθη ἐν πνεύματι ἀμοιβαίας κατανοήσεως καί συνεργασίας, ἐτονίσθη δέ ἡ ἀνάγκη ἐξευρέσεως λύσεως ἱκανοποιούσης ἁπάσας τάς πλευράς. Οἱ ἀντιπρόσωποι ἀνεχώρησαν μετά τό πέρας τῆς συνεδριάσεως. <box>1168 433 1348 584</box>
body-text: ΑΘΗΝΑΙ, 14.— Ὁ ὑπουργός ἐδήλωσεν χθές ὅτι ἡ κυβέρνησις θά ἐξετάσῃ τό ζήτημα μετά προσοχῆς καί ὅτι αἱ συνομιλίαι θά συνεχισθοῦν κατά τάς προσεχεῖς ἡμέρας. Κατά τάς πληροφορίας τῶν κύκλων τῆς πρωτευούσης, αἱ ἀποφάσεις θά ληφθοῦν μετά τήν ἐπιστροφήν τῶν ἁρμοδίων ἐκ τοῦ ἐξωτερικοῦ, ἐν συνεχείᾳ δέ θά ἀνακοινωθοῦν ἐπισήμως πρός τόν Τύπον. Ἡ συζήτησις διεξήχθη ἐν πνεύματι ἀμοιβαίας κατανοήσεως καί συνεργασίας, ἐτονίσθη δέ ἡ ἀνάγκη ἐξευρέσεως λύσεως ἱκανοποιούσης ἁπάσας τάς πλευράς. Οἱ ἀντιπρόσωποι ἀνεχώρησαν μετά τό πέρας τῆς συνεδριάσεως. <box>796 1464 973 1615</box>
rule <box>984 1196 1167 1198</box>
body-text: ΑΘΗΝΑΙ, 14.— Ὁ ὑπουργός ἐδήλωσεν χθές ὅτι ἡ κυβέρνησις θά ἐξετάσῃ τό ζήτημα μετά προσοχῆς καί ὅτι αἱ συνομιλίαι θά συνεχισθοῦν κατά τάς προσεχεῖς ἡμέρας. Κατά τάς πληροφορίας τῶν κύκλων τῆς πρωτευούσης, αἱ ἀποφάσεις θά ληφθοῦν μετά τήν ἐπιστροφήν τῶν ἁρμοδίων ἐκ τοῦ ἐξωτερικοῦ, ἐν συνεχείᾳ δέ θά ἀνακοινωθοῦν ἐπισήμως πρός τόν Τύπον. Ἡ συζήτησις διεξήχθη ἐν πνεύματι ἀμοιβαίας κατανοήσεως καί συνεργασίας, ἐτονίσθη δέ ἡ ἀνάγκη ἐξευρέσεως λύσεως ἱκανοποιούσης ἁπάσας τάς πλευράς. Οἱ ἀντιπρόσωποι ἀνεχώρησαν μετά τό πέρας τῆς συνεδριάσεως. <box>1356 1663 1532 1814</box>
body-text: ΑΘΗΝΑΙ, 14.— Ὁ ὑπουργός ἐδήλωσεν χθές ὅτι ἡ κυβέρνησις θά ἐξετάσῃ τό ζήτημα μετά προσοχῆς καί ὅτι αἱ συνομιλίαι θά συνεχισθοῦν κατά τάς προσεχεῖς ἡμέρας. Κατά τάς πληροφορίας τῶν κύκλων τῆς πρωτευούσης, αἱ ἀποφάσεις θά ληφθοῦν μετά τήν ἐπιστροφήν τῶν ἁρμοδίων ἐκ τοῦ ἐξωτερικοῦ, ἐν συνεχείᾳ δέ θά ἀνακοινωθοῦν ἐπισήμως πρός τόν Τύπον. Ἡ συζήτησις διεξήχθη ἐν πνεύματι ἀμοιβαίας κατανοήσεως καί συνεργασίας, ἐτονίσθη δέ ἡ ἀνάγκη ἐξευρέσεως λύσεως ἱκανοποιούσης ἁπάσας τάς πλευράς. Οἱ ἀντιπρόσωποι ἀνεχώρησαν μετά τό πέρας τῆς συνεδριάσεως. <box>611 1651 788 1802</box>
article-summit <box>8 58 601 943</box>
body-text: ΑΘΗΝΑΙ, 14.— Ὁ ὑπουργός ἐδήλωσεν χθές ὅτι ἡ κυβέρνησις θά ἐξετάσῃ τό ζήτημα μετά προσοχῆς καί ὅτι αἱ συνομιλίαι θά συνεχισθοῦν κατά τάς προσεχεῖς ἡμέρας. Κατά τάς πληροφορίας τῶν κύκλων τῆς πρωτευούσης, αἱ ἀποφάσεις θά ληφθοῦν μετά τήν ἐπιστροφήν τῶν ἁρμοδίων ἐκ τοῦ ἐξωτερικοῦ, ἐν συνεχείᾳ δέ θά ἀνακοινωθοῦν ἐπισήμως πρός τόν Τύπον. Ἡ συζήτησις διεξήχθη ἐν πνεύματι ἀμοιβαίας κατανοήσεως καί συνεργασίας, ἐτονίσθη δέ ἡ ἀνάγκη ἐξευρέσεως λύσεως ἱκανοποιούσης ἁπάσας τάς πλευράς. Οἱ ἀντιπρόσωποι ἀνεχώρησαν μετά τό πέρας τῆς συνεδριάσεως. <box>1172 1966 1348 2117</box>
caption-cypriots: ΠΟΛΛΟΙ ΚΥΠΡΙΟΙ ΤΗΝ ΕΥΝΟΟΥΝ <box>1188 928 1328 937</box>
subhead-exhibition: Πρόκειται, εἶπε, περί ἰδιωτικῆς πρωτοβουλίας καί ἡ κυβέρνησίς του δέν ἔχει ἀνάμιξιν <box>616 221 968 269</box>
caption-follow: ΤΙ ΘΑ ΕΠΑΚΟΛΟΥΘΗΣΗ <box>54 1650 154 1659</box>
column-rule <box>978 58 979 2300</box>
laos-frame <box>1172 1216 1532 1291</box>
body-text: ΑΘΗΝΑΙ, 14.— Ὁ ὑπουργός ἐδήλωσεν χθές ὅτι ἡ κυβέρνησις θά ἐξετάσῃ τό ζήτημα μετά προσοχῆς καί ὅτι αἱ συνομιλίαι θά συνεχισθοῦν κατά τάς προσεχεῖς ἡμέρας. Κατά τάς πληροφορίας τῶν κύκλων τῆς πρωτευούσης, αἱ ἀποφάσεις θά ληφθοῦν μετά τήν ἐπιστροφήν τῶν ἁρμοδίων ἐκ τοῦ ἐξωτερικοῦ, ἐν συνεχείᾳ δέ θά ἀνακοινωθοῦν ἐπισήμως πρός τόν Τύπον. Ἡ συζήτησις διεξήχθη ἐν πνεύματι ἀμοιβαίας κατανοήσεως καί συνεργασίας, ἐτονίσθη δέ ἡ ἀνάγκη ἐξευρέσεως λύσεως ἱκανοποιούσης ἁπάσας τάς πλευράς. Οἱ ἀντιπρόσωποι ἀνεχώρησαν μετά τό πέρας τῆς συνεδριάσεως. <box>984 2085 1167 2225</box>
subhead-callas: Ἡ Μαρία Κάλλας ἀναχωρεῖ ἀεροπορικῶς. <box>640 1881 944 1896</box>
body-text: ΑΘΗΝΑΙ, 14.— Ὁ ὑπουργός ἐδήλωσεν χθές ὅτι ἡ κυβέρνησις θά ἐξετάσῃ τό ζήτημα μετά προσοχῆς καί ὅτι αἱ συνομιλίαι θά συνεχισθοῦν κατά τάς προσεχεῖς ἡμέρας. Κατά τάς πληροφορίας τῶν κύκλων τῆς πρωτευούσης, αἱ ἀποφάσεις θά ληφθοῦν μετά τήν ἐπιστροφήν τῶν ἁρμοδίων ἐκ τοῦ ἐξωτερικοῦ, ἐν συνεχείᾳ δέ θά ἀνακοινωθοῦν ἐπισήμως πρός τόν Τύπον. Ἡ συζήτησις διεξήχθη ἐν πνεύματι ἀμοιβαίας κατανοήσεως καί συνεργασίας, ἐτονίσθη δέ ἡ ἀνάγκη ἐξευρέσεως λύσεως ἱκανοποιούσης ἁπάσας τάς πλευράς. Οἱ ἀντιπρόσωποι ἀνεχώρησαν μετά τό πέρας τῆς συνεδριάσεως. <box>8 1512 200 1643</box>
headline-herrera: Ο ΒΕΝΕΖΟΥΕΛΑΝΟΣ ΧΕΡΑΡΑ ΔΙΑΨΕΥΔΕΙ ΤΑΣ ΠΛΗΡΟΦΟΡΙΑΣ ΟΤΙ ΘΑ ΝΥΜΦΕΥΘΗ ΤΗΝ ΩΝΑΣΗ <box>616 1808 968 1879</box>
body-text: ΑΘΗΝΑΙ, 14.— Ὁ ὑπουργός ἐδήλωσεν χθές ὅτι ἡ κυβέρνησις θά ἐξετάσῃ τό ζήτημα μετά προσοχῆς καί ὅτι αἱ συνομιλίαι θά συνεχισθοῦν κατά τάς προσεχεῖς ἡμέρας. Κατά τάς πληροφορίας τῶν κύκλων τῆς πρωτευούσης, αἱ ἀποφάσεις θά ληφθοῦν μετά τήν ἐπιστροφήν τῶν ἁρμοδίων ἐκ τοῦ ἐξωτερικοῦ, ἐν συνεχείᾳ δέ θά ἀνακοινωθοῦν ἐπισήμως πρός τόν Τύπον. Ἡ συζήτησις διεξήχθη ἐν πνεύματι ἀμοιβαίας κατανοήσεως καί συνεργασίας, ἐτονίσθη δέ ἡ ἀνάγκη ἐξευρέσεως λύσεως ἱκανοποιούσης ἁπάσας τάς πλευράς. Οἱ ἀντιπρόσωποι ἀνεχώρησαν μετά τό πέρας τῆς συνεδριάσεως. <box>611 2086 788 2237</box>
brief-foreign-minister: Ο ΑΓΓΛΟΣ ΥΠΟΥΡΓΟΣ ΤΩΝ ΕΞΩΤΕΡΙΚΩΝ ΕΙΣ ΤΗΝ Ν. ΥΟΡΚΗΝ <box>986 1557 1165 1578</box>
caption-radiation: ΔΥΟ ΞΩΝΑΙ ΡΑΔΙΕΝΕΡΓΕΙΑΣ <box>826 891 943 901</box>
caption-government-silent: Η ΚΥΒΕΡΝΗΣΙΣ ΣΙΩΠΑ <box>1211 590 1305 600</box>
